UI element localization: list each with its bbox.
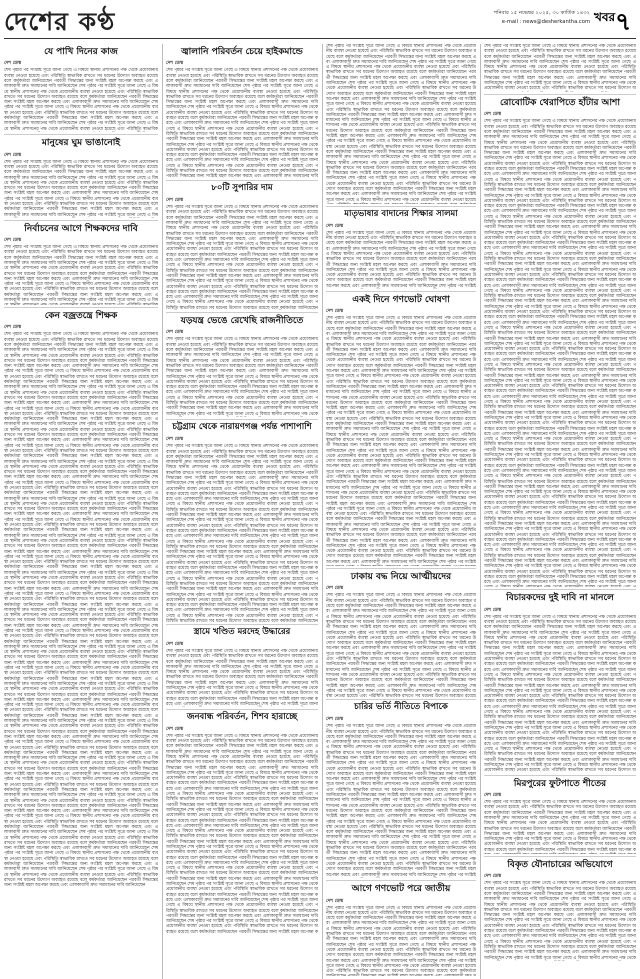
article (326, 703, 476, 878)
article-byline: দেশ ডেস্ক (4, 238, 22, 244)
article-byline: দেশ ডেস্ক (326, 898, 344, 904)
divider (326, 206, 476, 207)
article-body: শেষ পৃষ্ঠার পর সংশ্লিষ্ট সূত্রে জানা গেছে এ বিষয়ে স্থানীয় প্রশাসনের পক্ষ থেকে প্রয়োজনীয় ব্যবস্থা নেওয়া হয়েছে এবং পরিস্থিতি স্বাভাবিক রাখতে সব ধরনের উদ্যোগ অব্যাহত রয়েছে বলে কর্মকর্তারা জানিয়েছেন পরবর্তী সিদ্ধান্তের জন্য সংশ্লিষ্ট মহল অপেক্ষা করছে এবং এলাকাবাসী দ্রুত সমাধানের দাবি জানিয়েছেন শেষ পৃষ্ঠার পর সংশ্লিষ্ট সূত্রে জানা গেছে এ বিষয়ে স্থানীয় প্রশাসনের পক্ষ থেকে প্রয়োজনীয় ব্যবস্থা নেওয়া হয়েছে এবং পরিস্থিতি স্বাভাবিক রাখতে সব ধরনের উদ্যোগ অব্যাহত রয়েছে বলে কর্মকর্তারা জানিয়েছেন পরবর্তী সিদ্ধান্তের জন্য সংশ্লিষ্ট মহল অপেক্ষা করছে এবং এলাকাবাসী দ্রুত সমাধানের দাবি জানিয়েছেন শেষ পৃষ্ঠার পর সংশ্লিষ্ট সূত্রে জানা গেছে এ বিষয়ে স্থানীয় প্রশাসনের পক্ষ থেকে প্রয়োজনীয় ব্যবস্থা নেওয়া হয়েছে এবং পরিস্থিতি স্বাভাবিক রাখতে সব ধরনের উদ্যোগ অব্যাহত রয়েছে বলে কর্মকর্তারা জানিয়েছেন পরবর্তী সিদ্ধান্তের জন্য সংশ্লিষ্ট মহল অপেক্ষা করছে এবং এলাকাবাসী দ্রুত সমাধানের দাবি জানিয়েছেন শেষ পৃষ্ঠার পর সংশ্লিষ্ট সূত্রে জানা গেছে এ বিষয়ে স্থানীয় প্রশাসনের পক্ষ থেকে প্রয়োজনীয় ব্যবস্থা নেওয়া হয়েছে এবং পরিস্থিতি স্বাভাবিক রাখতে সব ধরনের উদ্যোগ অব্যাহত রয়েছে বলে কর্মকর্তারা জানিয়েছেন পরবর্তী সিদ্ধান্তের জন্য সংশ্লিষ্ট মহল অপেক্ষা করছে এবং এলাকাবাসী দ্রুত সমাধানের দাবি জানিয়েছেন শেষ পৃষ্ঠার পর সংশ্লিষ্ট সূত্রে জানা গেছে এ বিষয়ে স্থানীয় প্রশাসনের পক্ষ থেকে প্রয়োজনীয় ব্যবস্থা নেওয়া হয়েছে এবং পরিস্থিতি স্বাভাবিক রাখতে সব ধরনের উদ্যোগ অব্যাহত রয়েছে বলে কর্মকর্তারা জানিয়েছেন পরবর্তী সিদ্ধান্তের জন্য সংশ্লিষ্ট মহল অপেক্ষা করছে এবং এলাকাবাসী দ্রুত সমাধানের দাবি জানিয়েছেন শেষ পৃষ্ঠার পর সংশ্লিষ্ট সূত্রে জানা গেছে এ বিষয়ে স্থানীয় প্রশাসনের পক্ষ থেকে প্রয়োজনীয় ব্যবস্থা নেওয়া হয়েছে এবং পরিস্থিতি স্বাভাবিক রাখতে সব ধরনের উদ্যোগ অব্যাহত রয়েছে বলে কর্মকর্তারা জানিয়েছেন পরবর্তী সিদ্ধান্তের জন্য সংশ্লিষ্ট মহল অপেক্ষা করছে এবং এলাকাবাসী দ্রুত সমাধানের দাবি জানিয়েছেন শেষ পৃষ্ঠার পর সংশ্লিষ্ট সূত্রে জানা গেছে এ বিষয়ে স্থানীয় প্রশাসনের পক্ষ থেকে প্রয়োজনীয় ব্যবস্থা নেওয়া হয়েছে এবং পরিস্থিতি স্বাভাবিক রাখতে সব ধরনের উদ্যোগ অব্যাহত রয়েছে বলে কর্মকর্তারা জানিয়েছেন পরবর্তী সিদ্ধান্তের জন্য সংশ্লিষ্ট মহল অপেক্ষা করছে এবং এলাকাবাসী দ্রুত সমাধানের দাবি জানিয়েছেন শেষ পৃষ্ঠার পর সংশ্লিষ্ট সূত্রে জানা গেছে এ বিষয়ে স্থানীয় প্রশাসনের পক্ষ থেকে প্রয়োজনীয় ব্যবস্থা নেওয়া হয়েছে এবং পরিস্থিতি স্বাভাবিক রাখতে সব ধরনের উদ্যোগ অব্যাহত রয়েছে বলে কর্মকর্তারা জানিয়েছেন পরবর্তী সিদ্ধান্তের জন্য সংশ্লিষ্ট মহল অপেক্ষা করছে এবং এলাকাবাসী দ্রুত সমাধানের দাবি জানিয়েছেন শেষ পৃষ্ঠার পর সংশ্লিষ্ট সূত্রে জানা গেছে এ বিষয়ে স্থানীয় প্রশাসনের পক্ষ থেকে প্রয়োজনীয় ব্যবস্থা নেওয়া হয়েছে এবং পরিস্থিতি স্বাভাবিক রাখতে সব ধরনের উদ্যোগ অ (484, 614, 636, 773)
contact-email: e-mail : news@desherkantha.com (501, 19, 590, 25)
column-4 (484, 44, 636, 979)
article-headline: ৮০টি সুপারির দাম (211, 183, 273, 194)
article-body: শেষ পৃষ্ঠার পর সংশ্লিষ্ট সূত্রে জানা গেছে এ বিষয়ে স্থানীয় প্রশাসনের পক্ষ থেকে প্রয়োজনীয় ব্যবস্থা নেওয়া হয়েছে এবং পরিস্থিতি স্বাভাবিক রাখতে সব ধরনের উদ্যোগ অব্যাহত রয়েছে বলে কর্মকর্তারা জানিয়েছেন পরবর্তী সিদ্ধান্তের জন্য সংশ্লিষ্ট মহল অপেক্ষা করছে এবং এলাকাবাসী দ্রুত সমাধানের দাবি জানিয়েছেন শেষ পৃষ্ঠার পর সংশ্লিষ্ট সূত্রে জানা গেছে এ বিষয়ে স্থানীয় প্রশাসনের পক্ষ থেকে প্রয়োজনীয় ব্যবস্থা নেওয়া হয়েছে এবং পরিস্থিতি স্বাভাবিক রাখতে সব ধরনের উদ্যোগ অব্যাহত রয়েছে বলে কর্মকর্তারা জানিয়েছেন পরবর্তী সিদ্ধান্তের জন্য সংশ্লিষ্ট মহল অপেক্ষা করছে এবং এলাকাবাসী দ্রুত সমাধানের দাবি জানিয়েছেন শেষ পৃষ্ঠার পর সংশ্লিষ্ট সূত্রে জানা গেছে এ বিষয়ে স্থানীয় প্রশাসনের পক্ষ থেকে প্রয়োজনীয় ব্যবস্থা নেওয়া হয়েছে এবং পরিস্থিতি স্বাভাবিক রাখতে সব ধরনের উদ্যোগ অ (484, 44, 636, 92)
article-byline: দেশ ডেস্ক (4, 325, 22, 331)
article (166, 316, 318, 417)
article-byline: দেশ ডেস্ক (484, 874, 502, 880)
article (166, 47, 318, 178)
article-body: শেষ পৃষ্ঠার পর সংশ্লিষ্ট সূত্রে জানা গেছে এ বিষয়ে স্থানীয় প্রশাসনের পক্ষ থেকে প্রয়োজনীয় ব্যবস্থা নেওয়া হয়েছে এবং পরিস্থিতি স্বাভাবিক রাখতে সব ধরনের উদ্যোগ অব্যাহত রয়েছে বলে কর্মকর্তারা জানিয়েছেন পরবর্তী সিদ্ধান্তের জন্য সংশ্লিষ্ট মহল অপেক্ষা করছে এবং এলাকাবাসী দ্রুত সমাধানের দাবি জানিয়েছেন শেষ পৃষ্ঠার পর সংশ্লিষ্ট সূত্রে জানা গেছে এ বিষয়ে স্থানীয় প্রশাসনের পক্ষ থেকে প্রয়োজনীয় ব্যবস্থা নেওয়া হয়েছে এবং পরিস্থিতি স্বাভাবিক রাখতে সব ধরনের উদ্যোগ অব্যাহত রয়েছে বলে কর্মকর্তারা জানিয়েছেন পরবর্তী সিদ্ধান্তের জন্য সংশ্লিষ্ট মহল অপেক্ষা করছে এবং এলাকাবাসী দ্রুত সমাধানের দাবি জানিয়েছেন শেষ পৃষ্ঠার পর সংশ্লিষ্ট সূত্রে জানা গেছে এ বিষয়ে স্থানীয় প্রশাসনের পক্ষ থেকে প্রয়োজনীয় ব্যবস্থা নেওয়া হয়েছে এবং পরিস্থিতি স্বাভাবিক রাখতে সব ধরনের উদ্যোগ অব্যাহত রয়েছে বলে কর্মকর্তারা জানিয়েছেন পরবর্তী সিদ্ধান্তের জন্য সংশ্লিষ্ট মহল অপেক্ষা করছে এবং এলাকাবাসী দ্রুত সমাধানের দাবি জানিয়েছেন শেষ পৃষ্ঠার পর সংশ্লিষ্ট সূত্রে জানা গেছে এ বিষয়ে স্থানীয় প্রশাসনের পক্ষ থেকে প্রয়োজনীয় ব্যবস্থা নেওয়া হয়েছে এবং পরিস্থিতি স্বাভাবিক রাখতে সব ধরনের উদ্যোগ অব্যাহত রয়েছে বলে কর্মকর্তারা জানিয়েছেন পরবর্তী সিদ্ধান্তের জন্য সংশ্লিষ্ট মহল অপেক্ষা করছে এবং এলাকাবাসী দ্রুত সমাধানের দাবি জানিয়েছেন শেষ পৃষ্ঠার পর সংশ্লিষ্ট সূত্রে জানা গেছে এ বিষয়ে স্থানীয় প্রশাসনের পক্ষ থেকে প্রয়োজনীয় ব্যবস্থা নেওয়া হয়েছে এবং পরিস্থিতি স্বাভাবিক রাখতে সব ধরনের উদ্যোগ অব্যাহত রয়েছে বলে কর্মকর্তারা জানিয়েছেন পরবর্তী সিদ্ধান্তের জন্য সংশ্লিষ্ট মহল অপেক্ষা করছে এবং এলাকাবাসী দ্রুত সমাধানের দাবি জানিয়েছেন শেষ পৃষ্ঠার পর সংশ্লিষ্ট সূত্রে জানা গেছে এ বিষয়ে স্থানীয় প্রশাসনের পক্ষ থেকে প্রয়োজনীয় ব্যবস্থা নেওয়া হয়েছে এবং পরিস্থিতি স্বাভাবিক রাখতে সব ধরনের উদ্যোগ অব্যাহত রয়েছে বলে কর্মকর্তারা জানিয়েছেন পরবর্তী সিদ্ধান্তের জন্য সংশ্লিষ্ট মহল অপেক্ষা করছে এবং এলাকাবাসী দ্রুত সমাধানের দাবি জানিয়েছেন শেষ পৃষ্ঠার পর সংশ্লিষ্ট সূত্রে জানা গেছে এ বিষয়ে স্থানীয় প্রশাসনের পক্ষ থেকে প্রয়োজনীয় ব্যবস্থা নেওয়া হয়েছে এবং পরিস্থিতি স্বাভাবিক রাখতে সব ধরনের উদ্যোগ অব্যাহত রয়েছে বলে কর্মকর্তারা জানিয়েছেন পরবর্তী সিদ্ধান্তের জন্য সংশ্লিষ্ট মহল অপেক্ষা করছে এবং এলাকাবাসী দ্রুত সমাধানের দাবি জানিয়েছেন শেষ পৃষ্ঠার পর সংশ্লিষ্ট সূত্রে জানা গেছে এ বিষয়ে স্থানীয় প্রশাসনের পক্ষ থেকে প্রয়োজনীয় ব্যবস্থা নেওয়া হয়েছে এবং পরিস্থিতি স্বাভাবিক রাখতে সব ধরনের উদ্যোগ অব্যাহত রয়েছে বলে কর্মকর্তারা জানিয়েছেন পরবর্তী সিদ্ধান্তের জন্য সংশ্লিষ্ট মহল অপেক্ষা করছে এবং এলাকাবাসী দ্রুত সমাধানের দাবি জানিয়েছেন শেষ পৃষ্ঠার পর সংশ্লিষ্ট সূত্রে জানা গেছে এ বিষয়ে স্থানীয় প্রশাসনের পক্ষ থেকে প্রয়োজনীয় ব্যবস্থা নেওয়া হয়েছে এবং পরিস্থিতি স্বাভাবিক রাখতে সব ধরনের উদ্যোগ অব্যাহত রয়েছে বলে কর্মকর্তারা জানিয়েছেন পরবর্তী সিদ্ধান্তের জন্য সংশ্লিষ্ট মহল অপেক্ষা করছে এবং এলাকাবাসী দ্রুত সমাধানের দাবি জানিয়েছেন শেষ পৃষ্ঠার পর সংশ্লিষ্ট সূত্রে জানা গেছে এ বিষয়ে স্থানীয় প্রশাসনের পক্ষ থেকে প্রয়োজনীয় ব্যবস্থা নেওয়া হয়েছে এবং পরিস্থিতি স্বাভাবিক রাখতে সব ধরনের উদ্যোগ অব্যাহত রয়েছে বলে কর্মকর্তারা জানিয়েছেন পরবর্তী সিদ্ধান্তের জন্য সংশ্লিষ্ট মহল অপেক্ষা করছে এবং এলাকাবাসী দ্রুত সমাধানের দাবি জানিয়েছেন শেষ পৃষ্ঠার পর সংশ্লিষ্ট সূত্রে জানা গেছে এ বিষয়ে স্থানীয় প্রশাসনের পক্ষ থেকে প্রয়োজনীয় ব্যবস্থা নেওয়া হয়েছে এবং পরিস্থিতি স্বাভাবিক রাখতে সব ধরনের উদ্যোগ অব্যাহত রয়েছে বলে কর্মকর্তারা জানিয়েছেন পরবর্তী সিদ্ধান্তের জন্য সংশ্লিষ্ট মহল অপেক্ষা ক (166, 733, 318, 934)
article (484, 593, 636, 772)
article-byline: দেশ ডেস্ক (166, 641, 184, 647)
article (326, 44, 476, 204)
article (326, 210, 476, 289)
article-body: শেষ পৃষ্ঠার পর সংশ্লিষ্ট সূত্রে জানা গেছে এ বিষয়ে স্থানীয় প্রশাসনের পক্ষ থেকে প্রয়োজনীয় ব্যবস্থা নেওয়া হয়েছে এবং পরিস্থিতি স্বাভাবিক রাখতে সব ধরনের উদ্যোগ অব্যাহত রয়েছে বলে কর্মকর্তারা জানিয়েছেন পরবর্তী সিদ্ধান্তের জন্য সংশ্লিষ্ট মহল অপেক্ষা করছে এবং এলাকাবাসী দ্রুত সমাধানের দাবি জানিয়েছেন শেষ পৃষ্ঠার পর সংশ্লিষ্ট সূত্রে জানা গেছে এ বিষয়ে স্থানীয় প্রশাসনের পক্ষ থেকে প্রয়োজনীয় ব্যবস্থা নেওয়া হয়েছে এবং পরিস্থিতি স্বাভাবিক রাখতে সব ধরনের উদ্যোগ অব্যাহত রয়েছে বলে কর্মকর্তারা জানিয়েছেন পরবর্তী সিদ্ধান্তের জন্য সংশ্লিষ্ট মহল অপেক্ষা করছে এবং এলাকাবাসী দ্রুত সমাধানের দাবি জানিয়েছেন শেষ পৃষ্ঠার পর সংশ্লিষ্ট সূত্রে জানা গেছে এ বিষয়ে স্থানীয় প্রশাসনের পক্ষ থেকে প্রয়োজনীয় ব্যবস্থা নেওয়া হয়েছে এবং পরিস্থিতি স্বাভাবিক রাখতে সব ধরনের উদ্যোগ অব্যাহত রয়েছে বলে কর্মকর্তারা জানিয়েছেন পরবর্তী সিদ্ধান্তের জন্য সংশ্লিষ্ট মহল অপেক্ষা করছে এবং এলাকাবাসী দ্রুত সমাধানের দাবি জানিয়েছেন শেষ পৃষ্ঠার পর সংশ্লিষ্ট (326, 230, 476, 289)
newspaper-brand: দেশের কণ্ঠ (4, 7, 116, 36)
article-headline: যড়যন্ত্র ভেঙে রেখেছি রাজনীতিতে (180, 316, 304, 327)
article (326, 295, 476, 566)
article (484, 98, 636, 587)
article (4, 311, 158, 912)
article-body: শেষ পৃষ্ঠার পর সংশ্লিষ্ট সূত্রে জানা গেছে এ বিষয়ে স্থানীয় প্রশাসনের পক্ষ থেকে প্রয়োজনীয় ব্যবস্থা নেওয়া হয়েছে এবং পরিস্থিতি স্বাভাবিক রাখতে সব ধরনের উদ্যোগ অব্যাহত রয়েছে বলে কর্মকর্তারা জানিয়েছেন পরবর্তী সিদ্ধান্তের জন্য সংশ্লিষ্ট মহল অপেক্ষা করছে এবং এলাকাবাসী দ্রুত সমাধানের দাবি জানিয়েছেন শেষ পৃষ্ঠার পর সংশ্লিষ্ট সূত্রে জানা গেছে এ বিষয়ে স্থানীয় প্রশাসনের পক্ষ থেকে প্রয়োজনীয় ব্যবস্থা নেওয়া হয়েছে এবং পরিস্থিতি স্বাভাবিক রাখতে সব ধরনের উদ্যোগ অব্যাহত রয়েছে বলে কর্মকর্তারা জানিয়েছেন পরবর্তী সিদ্ধান্তের জন্য সংশ্লিষ্ট মহল অপেক্ষা করছে এবং এলাকাবাসী দ্রুত সমাধানের দাবি জানিয়েছেন শেষ পৃষ্ঠার পর সংশ্লিষ্ট সূত্রে জানা গেছে এ বিষয়ে স্থানীয় প্রশাসনের পক্ষ থেকে প্রয়োজনীয় ব্যবস্থা নেওয়া হয়েছে এবং পরিস্থিতি স্বাভাবিক রাখতে সব ধরনের উদ্যোগ অব্যাহত রয়েছে বলে কর্মকর্তারা জানিয়েছেন পরবর্তী সিদ্ধান্তের জন্য সংশ্লিষ্ট মহল অপেক্ষা করছে এবং এলাকাবাসী দ্রুত সমাধানের দাবি জানিয়েছেন শেষ পৃষ্ঠার পর সংশ্লিষ্ট সূত্রে জানা গেছে এ বিষয়ে স্থানীয় প্রশাসনের পক্ষ থেকে প্রয়োজনীয় ব্যবস্থা নেওয়া হয়েছে এবং পরিস্থিতি স্বাভাবিক রাখতে সব ধরনের উদ্যোগ অব্যাহত রয়েছে বলে কর্মকর্তারা জানিয়েছেন পরবর্তী সিদ্ধান্তের জন্য সংশ্লিষ্ট মহল অপেক্ষা করছে এবং এলাকাবাসী দ্রুত সমাধানের দাবি জানিয়েছেন শেষ পৃষ্ঠার পর সংশ্লিষ্ট সূত্রে জানা গেছে এ বিষয়ে স্থানীয় প্রশাসনের পক্ষ থেকে প্রয়োজনীয় ব্যবস্থা নেওয়া হয়েছে এবং পরিস্থিতি স্বাভাবিক রাখতে সব ধরনের উদ্যোগ অব্যাহত রয়েছে বলে কর্মকর্তারা জানিয়েছেন পরবর্তী সিদ্ধান্তের জন্য সংশ্লিষ্ট মহল অপেক্ষা করছে এবং এলাকাবাসী দ্রুত সমাধানের দাবি জানিয়েছেন শেষ পৃষ্ঠার পর সংশ্লিষ্ট সূত্রে জানা গেছে এ বিষয়ে স্থানীয় প্রশাসনের পক্ষ থেকে প্রয়োজনীয় ব্যবস্থা নেওয়া হয়েছে এবং পরিস্থিতি স্বাভাবিক রাখতে সব ধরনের উদ্যোগ অব্যাহত রয়েছে বলে কর্মকর্তারা জানিয়েছেন পরবর্তী সিদ্ধান্তের জন্য সংশ্লিষ্ট মহল অপেক্ষা করছে এবং এলাকাবাসী দ্রুত সমাধানের দাবি (166, 68, 318, 179)
masthead (0, 0, 640, 44)
article-body: শেষ পৃষ্ঠার পর সংশ্লিষ্ট সূত্রে জানা গেছে এ বিষয়ে স্থানীয় প্রশাসনের পক্ষ থেকে প্রয়োজনীয় ব্যবস্থা নেওয়া হয়েছে এবং পরিস্থিতি স্বাভাবিক রাখতে সব ধরনের উদ্যোগ অব্যাহত রয়েছে বলে কর্মকর্তারা জানিয়েছেন পরবর্তী সিদ্ধান্তের জন্য সংশ্লিষ্ট মহল অপেক্ষা করছে এবং এলাকাবাসী দ্রুত সমাধানের দাবি জানিয়েছেন শেষ পৃষ্ঠার পর সংশ্লিষ্ট সূত্রে জানা গেছে এ বিষয়ে স্থানীয় প্রশাসনের পক্ষ থেকে প্রয়োজনীয় ব্যবস্থা নেওয়া হয়েছে এবং পরিস্থিতি স্বাভাবিক রাখতে সব ধরনের উদ্যোগ অব্যাহত রয়েছে বলে কর্মকর্তারা জানিয়েছেন পরবর্তী সিদ্ধান্তের জন্য সংশ্লিষ্ট মহল অপেক্ষা করছে এবং এলাকাবাসী দ্রুত সমাধানের দাবি জানিয়েছেন শেষ পৃষ্ঠার পর সংশ্লিষ্ট সূত্রে জানা গেছে এ বিষয়ে স্থানীয় প্রশাসনের পক্ষ থেকে প্রয়োজনীয় ব্যবস্থা নেওয়া হয়েছে এবং পরিস্থিতি স্বাভাবিক রাখতে সব ধরনের উদ্যোগ অব্যাহত রয়েছে বলে কর্মকর্তারা জানিয়েছেন পরবর্তী সিদ্ধান্তের জন্য সংশ্লিষ্ট মহল অপেক্ষা করছে এবং এলাকাবাসী দ্রুত সমাধানের দাবি জানিয়েছেন শেষ পৃষ্ঠার পর সংশ্লিষ্ট সূত্রে জানা (166, 648, 318, 707)
column-1 (4, 44, 158, 979)
article-body: শেষ পৃষ্ঠার পর সংশ্লিষ্ট সূত্রে জানা গেছে এ বিষয়ে স্থানীয় প্রশাসনের পক্ষ থেকে প্রয়োজনীয় ব্যবস্থা নেওয়া হয়েছে এবং পরিস্থিতি স্বাভাবিক রাখতে সব ধরনের উদ্যোগ অব্যাহত রয়েছে বলে কর্মকর্তারা জানিয়েছেন পরবর্তী সিদ্ধান্তের জন্য সংশ্লিষ্ট মহল অপেক্ষা করছে এবং এলাকাবাসী দ্রুত সমাধানের দাবি জানিয়েছেন শেষ পৃষ্ঠার পর সংশ্লিষ্ট সূত্রে জানা গেছে এ বিষয়ে স্থানীয় প্রশাসনের পক্ষ থেকে প্রয়োজনীয় ব্যবস্থা নেওয়া হয়েছে এবং পরিস্থিতি স্বাভাবিক রাখতে সব ধরনের উদ্যোগ অব্যাহত রয়েছে বলে কর্মকর্তারা জানিয়েছেন পরবর্তী সিদ্ধান্তের জন্য সংশ্লিষ্ট মহল অপেক্ষা করছে এবং এলাকাবাসী দ্রুত সমাধানের দাবি জানিয়েছেন শেষ পৃষ্ঠার পর সংশ্লিষ্ট সূত্রে জানা গেছে এ বিষয়ে স্থানীয় প্রশাসনের পক্ষ থেকে প্রয়োজনীয় ব্যবস্থা নেওয়া হয়েছে এবং পরিস্থিতি স্বাভাবিক রাখতে সব ধরনের উদ্যোগ অব্যাহত রয়েছে বলে কর্মকর্তারা জানিয়েছেন পরবর্তী সিদ্ধান্তের জন্য সংশ্লিষ্ট মহল অপেক্ষা করছে এবং এলাকাবাসী দ্রুত সমাধানের দাবি জানিয়েছেন শেষ পৃষ্ঠার পর সংশ্লিষ্ট সূত্রে জানা গেছে এ বিষয়ে স্থানীয় প্রশাসনের পক্ষ থেকে প্রয়োজনীয় ব্যবস্থা নেওয়া হয়েছে এবং পরিস্থিতি স্বাভাবিক রাখতে সব ধরনের উদ্যোগ অব্যাহত রয়েছে বলে কর্মকর্তারা জানিয়েছেন পরবর্তী সিদ্ধান্তের জন্য সংশ্লিষ্ট মহল অপেক্ষা করছে এবং এলাকাবাসী দ্রুত সমাধানের দাবি জানিয়েছেন শেষ পৃষ্ঠার পর সংশ্লিষ্ট সূত্রে জানা গেছে এ বিষয়ে স্থানীয় প্রশাসনের পক্ষ থেকে প্রয়োজনীয় ব্যবস্থা নেওয়া হয়েছে এবং পরিস্থিতি স্বাভাবিক রাখতে সব ধরনের উদ্যোগ অব্যাহত রয়েছে বলে কর্মকর্তারা জানিয়েছেন পরবর্তী সিদ্ধান্তের জন্য সংশ্লিষ্ট মহল অপেক্ষা করছে এবং এলাকাবাসী দ্রুত সমাধানের দাবি জানিয়েছেন শেষ পৃষ্ঠার পর সংশ্লিষ্ট সূত্রে জানা গেছে এ বিষয়ে স্থানীয় প্রশাসনের পক্ষ থেকে প্রয়োজনীয় ব্যবস্থা নেওয়া হয়েছে এবং পরিস্থিতি স্বাভাবিক রাখতে সব ধরনের উদ্যোগ অব্যাহত রয়েছে বলে কর্মকর্তারা জানিয়েছেন পরবর্তী সিদ্ধান্তের জন্য সংশ্লিষ্ট মহল অপেক্ষা করছে এবং এলাকাবাসী দ্রুত সমাধানের দাবি জানিয়েছেন শেষ পৃষ্ঠার পর সংশ্লিষ্ট সূত্রে জানা গেছে এ বিষয়ে স্থানীয় প্রশাসনের পক্ষ থেকে প্রয়োজনীয় ব্যবস্থা নেওয়া হয়েছে এবং পরিস্থিতি স্বাভাবিক রাখতে সব ধরনের উদ্যোগ অব্যাহত রয়েছে বলে কর্মকর্তারা জানিয়েছেন পরবর্তী সিদ্ধান্তের জন্য সংশ্লিষ্ট মহল অপেক্ষা করছে এবং এলাকাবাসী দ্রুত সমাধানের দাবি জানিয়েছেন শেষ পৃষ্ঠার পর সংশ্লিষ্ট সূত্রে জানা গেছে এ বিষয়ে স্থানীয় প্রশাসনের পক্ষ থেকে প্রয়োজনীয় ব্যবস্থা নেওয়া হয়েছে এবং পরিস্থিতি স্বাভাবিক রাখতে সব ধরনের উদ্যোগ অব্যাহত রয়েছে বলে কর্মকর্তারা জানিয়েছেন পরবর্তী সিদ্ধান্তের জন্য সংশ্লিষ্ট মহল অপেক্ষা করছে এবং এলাকাবাসী দ্রুত সমাধানের দাবি জানিয়েছেন শেষ পৃষ্ঠার পর সংশ্লিষ্ট সূত্রে জানা গেছে এ বিষয়ে স্থানীয় প্রশাসনের পক্ষ থেকে প্রয়োজনীয় ব্যবস্থা নেওয়া হয়েছে এবং পরিস্থিতি স্বাভাবিক রাখতে সব ধরনের উদ্যোগ অব্যাহত রয়েছে বলে কর্মকর্তারা জানিয়েছেন পরবর্তী সিদ্ধান্তের জন্য সংশ্লিষ্ট মহল অপেক্ষা করছে এবং এলাকাবাসী দ্রুত সমাধানের দাবি জানিয়েছেন শেষ পৃষ্ঠার পর সংশ্লিষ্ট সূত্রে জানা গেছে এ বিষয়ে স্থানীয় প্রশাসনের পক্ষ থেকে প্রয়োজনীয় ব্যবস্থা নেওয়া হয়েছে এবং পরিস্থিতি স্বাভাবিক রাখতে সব ধরনের উদ্যোগ অব্যাহত রয়েছে বলে কর্মকর্তারা জানিয়েছেন (166, 444, 318, 623)
article (326, 572, 476, 697)
divider (484, 856, 636, 857)
divider (326, 699, 476, 700)
divider (4, 220, 158, 221)
article (166, 713, 318, 934)
divider (4, 307, 158, 308)
article-body: শেষ পৃষ্ঠার পর সংশ্লিষ্ট সূত্রে জানা গেছে এ বিষয়ে স্থানীয় প্রশাসনের পক্ষ থেকে প্রয়োজনীয় ব্যবস্থা নেওয়া হয়েছে এবং পরিস্থিতি স্বাভাবিক রাখতে সব ধরনের উদ্যোগ অব্যাহত রয়েছে বলে কর্মকর্তারা জানিয়েছেন পরবর্তী সিদ্ধান্তের জন্য সংশ্লিষ্ট মহল অপেক্ষা করছে এবং এলাকাবাসী দ্রুত সমাধানের দাবি জানিয়েছেন শেষ পৃষ্ঠার পর সংশ্লিষ্ট সূত্রে জানা গেছে এ বিষয়ে স্থানীয় প্রশাসনের পক্ষ থেকে প্রয়োজনীয় ব্যবস্থা নেওয়া হয়েছে এবং পরিস্থিতি স্বাভাবিক রাখতে সব ধরনের উদ্যোগ অব্যাহত রয়েছে বলে কর্মকর্তারা জানিয়েছেন পরবর্তী সিদ্ধান্তের জন্য সংশ্লিষ্ট মহল অপেক্ষা করছে এবং এলাকাবাসী দ্রুত সমাধানের দাবি জানিয়েছেন শেষ পৃষ্ঠার পর সংশ্লিষ্ট সূত্রে জানা গেছে এ বিষয়ে স্থানীয় প্রশাসনের পক্ষ থেকে প্রয়োজনীয় ব্যবস্থা নেওয়া হয়েছে এবং পরিস্থিতি স্বাভাবিক রাখতে সব ধরনের উদ্যোগ অব্যাহত রয়েছে বলে কর্মকর্তারা জানিয়েছেন পরবর্তী সিদ্ধান্তের জন্য সংশ্লিষ্ট মহল অপেক্ষা করছে এবং এলাকাবাসী দ্রুত সমাধানের দাবি জানিয়েছেন শেষ পৃষ্ঠার পর সংশ্লিষ্ট সূত্রে জানা গেছে এ বিষয়ে স্থানীয় প্রশাসনের পক্ষ থেকে প্রয়োজনীয় ব্যবস্থা নেওয়া হয়েছে এবং পরিস্থিতি স্বাভাবিক রাখতে সব ধরনের উদ্যোগ অব্যাহত রয়েছে বলে কর্মকর্তারা জানিয়েছেন পরবর্তী সিদ্ধান্তের জন্য সংশ্লিষ্ট মহল অপেক্ষা করছে এবং এলাকাবাসী দ্রুত সমাধানের দাবি জানিয়েছেন শেষ পৃষ্ঠার পর সংশ্লিষ্ট সূত্রে জানা গেছে এ বিষয়ে স্থানীয় প্রশাসনের পক্ষ থেকে প্রয়োজনীয় ব্যবস্থা নেওয়া হয়েছে এবং পরিস্থিতি স্বাভাবিক রাখতে সব ধরনের উদ্যোগ অব্যাহত রয়েছে বলে কর্মকর্তারা জানিয়েছেন পরবর্তী সিদ্ধান্তের জন্য সংশ্লিষ্ট মহল অপেক্ষা করছে এবং এলাকাবাসী দ্রুত সমাধানের দাবি জানিয়েছেন শেষ পৃষ্ঠার পর সংশ্লিষ্ট সূত্রে জানা গেছে এ বিষয়ে স্থানীয় প্রশাসনের পক্ষ থেকে প্রয়োজনীয় ব্যবস্থা নেওয়া হয়েছে এবং পরিস্থিতি স্বাভাবিক রাখতে সব ধরনের উদ্যোগ অব্যাহত রয়েছে বলে কর্মকর্তারা জানিয়েছেন পরবর্তী সিদ্ধান্তের জন্য সংশ্লিষ্ট মহল অপেক্ষা করছে এবং এলাকাবাসী দ্রুত সমাধানের দাবি জানিয়েছেন শেষ পৃষ্ঠার পর সংশ্লিষ্ট সূত্রে জানা গেছে এ বিষয়ে স্থানীয় প্রশাসনের পক্ষ থেকে প্রয়োজনীয় ব্যবস্থা নেওয়া হয়েছে এবং পরিস্থিতি স্বাভাবিক রাখতে সব ধরনের উদ্যোগ অব্যাহত রয়েছে বলে কর্মকর্তারা জানিয়েছেন পরবর্তী সিদ্ধান্তের জন্য সংশ্লিষ্ট মহল অপেক্ষা করছে এবং এলাকাবাসী দ্রুত সমাধানের দাবি জানিয়েছেন শেষ পৃষ্ঠার পর সংশ্লিষ্ট সূত্রে জানা গেছে এ বিষয়ে স্থানীয় প্রশাসনের পক্ষ থেকে প্রয়োজনীয় ব্যবস্থা নেওয়া হয়েছে এবং পরিস্থিতি স্বাভাবিক রাখতে সব ধরনের উদ্যোগ অব্যাহত রয়েছে বলে কর্মকর্তারা জানিয়েছেন পরবর্তী সিদ্ধান্তের জন্য সংশ্লিষ্ট মহল অপেক্ষা করছে এবং এলাকাবাসী দ্রুত সমাধানের দাবি জানিয়েছেন শেষ পৃষ্ঠার পর সংশ্লিষ্ট সূত্রে জানা গেছে এ বিষয়ে স্থানীয় প্রশাসনের পক্ষ থেকে প্রয়োজনীয় ব্যবস্থা নেওয়া হয়েছে এবং পরিস্থিতি স্বাভাবিক রাখতে সব ধরনের উদ্যোগ অব্যাহত রয়েছে বলে কর্মকর্তারা জানিয়েছেন পরবর্তী সিদ্ধান্তের জন্য সংশ্লিষ্ট মহল অপেক্ষা করছে এবং এলাকাবাসী দ্রুত সমাধানের দাবি জানিয়েছেন শেষ পৃষ্ঠার পর সংশ্লিষ্ট সূত্রে জানা গেছে এ বিষয়ে স্থানীয় প্রশাসনের পক্ষ থেকে প্রয়োজনীয় ব্যবস্থা নেওয়া হয়েছে এবং পরিস্থিতি স্বাভাবিক রাখতে সব ধরনের উদ্যোগ অব্যাহত রয়েছে বলে কর্মকর্তারা জানিয়েছেন পরবর্তী সিদ্ধান্তের জন্য সংশ্লিষ্ট মহল অপেক্ষা করছে এবং এলাকাবাসী দ্রুত সমাধানের দাবি জানিয়েছেন শেষ পৃষ্ঠার পর সংশ্লিষ্ট সূত্রে জানা গেছে এ বিষয়ে স্থানীয় প্রশাসনের পক্ষ থেকে প্রয়োজনীয় ব্যবস্থা নেওয়া হয়েছে এবং পরিস্থিতি স্বাভাবিক রাখতে সব ধরনের উদ্যোগ অব্যাহত রয়েছে বলে কর্মকর্তারা জানিয়েছেন পরবর্তী সিদ্ধান্তের জন্য সংশ্লিষ্ট মহল অপেক্ষা করছে এবং এলাকাবাসী দ্রুত সমাধানের দাবি জানিয়েছেন শেষ পৃষ্ঠার পর সংশ্লিষ্ট সূত্রে জানা গেছে এ বিষয়ে স্থানীয় প্রশাসনের পক্ষ থেকে প্রয়োজনীয় ব্যবস্থা নেওয়া হয়েছে এবং পরিস্থিতি স্বাভাবিক রাখতে সব ধরনের উদ্যোগ অব্যাহত রয়েছে বলে কর্মকর্তারা জানিয়েছেন পরবর্তী সিদ্ধান্তের জন্য সংশ্লিষ্ট মহল অপেক্ষা করছে এবং এলাকাবাসী দ্রুত সমাধানের দাবি জানিয়েছেন শেষ পৃষ্ঠার পর সংশ্লিষ্ট সূত্রে জানা গেছে এ বিষয়ে স্থানীয় প্রশাসনের পক্ষ থেকে প্রয়োজনীয় ব্যবস্থা নেওয়া হয়েছে এবং পরিস্থিতি স্বাভাবিক রাখতে সব ধরনের উদ্যোগ অব্যাহত রয়েছে বলে কর্মকর্তারা জানিয়েছেন পরবর্তী সিদ্ধান্তের জন্য সংশ্লিষ্ট মহল অপেক্ষা করছে এবং এলাকাবাসী দ্রুত সমাধানের দাবি জানিয়েছেন শেষ পৃষ্ঠার পর সংশ্লিষ্ট সূত্রে জানা গেছে এ বিষয়ে স্থানীয় প্রশাসনের পক্ষ থেকে প্রয়োজনীয় ব্যবস্থা নেওয়া হয়েছে এবং পরিস্থিতি স্বাভাবিক রাখতে সব ধরনের উদ্যোগ অব্যাহত রয়েছে বলে কর্মকর্তারা জানিয়েছেন পরবর্তী সিদ্ধান্তের জন্য সংশ্লিষ্ট মহল অপেক্ষা করছে এবং এলাকাবাসী দ্রুত সমাধানের দাবি জানিয়েছেন শেষ পৃষ্ঠার পর সংশ্লিষ্ট সূত্রে জানা গেছে এ বিষয়ে স্থানীয় প্রশাসনের পক্ষ থেকে প্রয়োজনীয় ব্যবস্থা নেওয়া হয়েছে এবং পরিস্থিতি স্বাভাবিক রাখতে সব ধরনের উদ্যোগ অব্যাহত রয়েছে বলে কর্মকর্তারা জানিয়েছেন পরবর্তী সিদ্ধান্তের জন্য সংশ্লিষ্ট মহল অপেক্ষা করছে এবং এলাকাবাসী দ্রুত সমাধানের দাবি জানিয়েছেন শেষ পৃষ্ঠার পর সংশ্লিষ্ট সূত্রে জানা গেছে এ বিষয়ে স্থানীয় প্রশাসনের পক্ষ থেকে প্রয়োজনীয় ব্যবস্থা নেওয়া হয়েছে এবং পরিস্থিতি স্বাভাবিক রাখতে সব ধরনের উদ্যোগ অব্যাহত রয়েছে বলে কর্মকর্তারা জানিয়েছেন পরবর্তী সিদ্ধান্তের জন্য সংশ্লিষ্ট মহল অপেক্ষা করছে এবং এলাকাবাসী দ্রুত সমাধানের দাবি জানিয়েছেন শেষ পৃষ্ঠার পর সংশ্লিষ্ট সূত্রে জানা গেছে এ বিষয়ে স্থানীয় প্রশাসনের পক্ষ থেকে প্রয়োজনীয় ব্যবস্থা নেওয়া হয়েছে এবং পরিস্থিতি স্বাভাবিক রাখতে সব ধরনের উদ্যোগ অব্যাহত রয়েছে বলে কর্মকর্তারা জানিয়েছেন পরবর্তী সিদ্ধান্তের জন্য সংশ্লিষ্ট মহল অপেক্ষা করছে এবং এলাকাবাসী দ্রুত সমাধানের দাবি জানিয়েছেন শেষ পৃষ্ঠার পর সংশ্লিষ্ট সূত্রে জানা গেছে এ বিষয়ে স্থানীয় প্রশাসনের পক্ষ থেকে প্রয়োজনীয় ব্যবস্থা নেওয়া হয়েছে এবং পরিস্থিতি স্বাভাবিক রাখতে সব ধরনের উদ্যোগ অব্যাহত রয়েছে বলে কর্মকর্তারা জানিয়েছেন পরবর্তী সিদ্ধান্তের জন্য সংশ্লিষ্ট মহল অপেক্ষা করছে এবং এলাকাবাসী দ্রুত সমাধানের দাবি জানিয়েছেন শেষ পৃষ্ঠার পর সংশ্লিষ্ট সূত্রে জানা গেছে এ বিষয়ে স্থানীয় প্রশাসনের পক্ষ থেকে প্রয়োজনীয় ব্যবস্থা নেওয়া হয়েছে এবং পরিস্থিতি স্বাভাবিক রাখতে সব ধরনের উদ্যোগ অব্যাহত রয়েছে বলে কর্মকর্তারা জানিয়েছেন পরবর্তী সিদ্ধান্তের জন্য সংশ্লিষ্ট মহল অপেক্ষা করছে এবং এলাকাবাসী দ্রুত সমাধানের দাবি জানিয়েছেন শেষ পৃষ্ঠার পর সংশ্লিষ্ট সূত্রে জানা গেছে এ বিষয়ে স্থানীয় প্রশাসনের পক্ষ থেকে প্রয়োজনীয় ব্যবস্থা নেওয়া হয়েছে এবং পরিস্থিতি স্বাভাবিক রাখতে সব ধরনের উদ্যোগ অব্যাহত রয়েছে বলে কর্মকর্তারা জানিয়েছেন পরবর্তী সিদ্ধান্তের জন্য সংশ্লিষ্ট মহল অপেক্ষা করছে এবং এলাকাবাসী দ্রুত সমাধানের দাবি জানিয়েছেন শেষ পৃষ্ঠার পর সংশ্লিষ্ট সূত্রে জানা গেছে এ বিষয়ে স্থানীয় প্রশাসনের পক্ষ থেকে প্রয়োজনীয় ব্যবস্থা নেওয়া হয়েছে এবং পরিস্থিতি স্বাভাবিক রাখতে সব ধরনের উদ্যোগ অব্যাহত রয়েছে বলে কর্মকর্তারা জানিয়েছেন পরবর্তী সিদ্ধান্তের জন্য সংশ্লিষ্ট মহল অপেক্ষা করছে এবং এলাকাবাসী দ্রুত সমাধানের দাবি জানিয়েছেন শেষ পৃষ্ঠার পর সংশ্লিষ্ট সূত্রে জানা গেছে এ বিষয়ে স্থানীয় প্রশাসনের পক্ষ থেকে প্রয়োজনীয় ব্যবস্থা নেওয়া হয়েছে এবং পরিস্থিতি স্বাভাবিক রাখতে সব ধরনের উদ্যোগ অব্যাহত রয়েছে বলে কর্মকর্তারা জানিয়েছেন পরবর্তী সিদ্ধান্তের জন্য সংশ্লিষ্ট মহল অপেক্ষা করছে এবং এলাকাবাসী দ্রুত সমাধানের দাবি জানিয়েছেন শেষ পৃষ্ঠার পর সংশ্লিষ্ট সূত্রে জানা গেছে এ বিষয়ে স্থানীয় প্রশাসনের পক্ষ থেকে প্রয়োজনীয় ব্যবস্থা নেওয়া হয়েছে এবং পরিস্থিতি স্বাভাবিক রাখতে সব ধরনের উদ্যোগ অব্যাহত রয়েছে বলে কর্মকর্তারা জানিয়েছেন পরবর্তী সিদ্ধান্তের জন্য সংশ্লিষ্ট মহল অপেক্ষা করছে এবং এলাকাবাসী দ্রুত সমাধানের দাবি জানিয়েছেন শেষ পৃষ্ঠার পর সংশ্লিষ্ট সূত্রে জানা গেছে এ বিষয়ে স্থানীয় প্রশাসনের পক্ষ থেকে প্রয়োজনীয় ব্যবস্থা নেওয়া হয়েছে এবং পরিস্থিতি স্বাভাবিক রাখতে সব ধরনের উদ্যোগ অব্যাহত রয়েছে বলে কর্মকর্তারা জানিয়েছেন পরবর্তী সিদ্ধান্তের জন্য সংশ্লিষ্ট মহল অপেক্ষা করছে এবং এলাকাবাসী দ্রুত সমাধানের দাবি জানিয়েছেন শেষ পৃষ্ঠার পর সংশ্লিষ্ট সূত্রে জানা গেছে এ বিষয়ে স্থানীয় প্রশাসনের পক্ষ থেকে প্রয়োজনীয় ব্যবস্থা নেওয়া হয়েছে এবং পরিস্থিতি স্বাভাবিক রাখতে সব ধরনের উদ্যোগ অব্যাহত রয়েছে বলে কর্মকর্তারা জানিয়েছেন পরবর্তী সিদ্ধান্তের জন্য সংশ্লিষ্ট মহল অপেক্ষা করছে এবং এলাকাবাসী দ্রুত সমাধানের দাবি জানিয়েছেন শেষ পৃষ্ঠার পর সংশ্লিষ্ট সূত্রে জানা গেছে এ বিষয়ে স্থানীয় প্রশাসনের পক্ষ থেকে প্রয়োজনীয় ব্যবস্থা নেওয়া হয়েছে এবং পরিস্থিতি স্বাভাবিক রাখতে সব ধরনের উদ্যোগ অব্যাহত রয়েছে বলে কর্মকর্তারা জানিয়েছেন পরবর্তী সিদ্ধান্তের জন্য সংশ্লিষ্ট মহল অপেক্ষা করছে এবং এলাকাবাসী দ্রুত সমাধানের দাবি জানিয়েছেন শেষ পৃষ্ঠার পর সংশ্লিষ্ট সূত্রে জানা গেছে এ বিষয়ে স্থানীয় প্রশাসনের পক্ষ থেকে প্রয়োজনীয় ব্যবস্থা নেওয়া হয়েছে এবং পরিস্থিতি স্বাভাবিক রাখতে সব ধরনের উদ্যোগ অব্যাহত রয়েছে বলে কর্মকর্তারা জানিয়েছেন পরবর্তী সিদ্ধান্তের জন্য সংশ্লিষ্ট মহল অপেক্ষা করছে এবং এলাকাবাসী দ্রুত সমাধানের দাবি জানিয়েছেন শেষ পৃষ্ঠার পর সংশ্লিষ্ট সূত্রে জানা গেছে এ বিষয়ে স্থানীয় প্রশাসনের পক্ষ থেকে প্রয়োজনীয় ব্যবস্থা নেওয়া হয়েছে এবং পরিস্থিতি স্বাভাবিক রাখতে সব ধরনের উদ্যোগ অব্যাহত রয়েছে বলে কর্মকর্তারা জানিয়েছেন পরবর্তী সিদ্ধান্তের জন্য সংশ্লিষ্ট মহল অপেক্ষা করছে এবং এলাকাবাসী দ্রুত সমাধানের দাবি জানিয়েছেন শেষ পৃষ্ঠার পর সংশ্লিষ্ট সূত্রে জানা গেছে এ বিষয়ে স্থানীয় প্রশাসনের পক্ষ থেকে প্রয়োজনীয় ব্যবস্থা নেওয়া হয়েছে এবং পরিস্থিতি স্বাভাবিক রাখতে সব ধরনের উদ্যোগ অব্যাহত রয়েছে বলে কর্মকর্তারা জানিয়েছেন পরবর্তী সিদ্ধান্তের জন্য সংশ্লিষ্ট মহল অপেক্ষা করছে এবং এলাকাবাসী দ্রুত সমাধানের দাবি জানিয়েছেন শেষ পৃষ্ঠার পর সংশ্লিষ্ট সূত্রে জানা গেছে এ বিষয়ে স্থানীয় প্রশাসনের পক্ষ থেকে প্রয়োজনীয় ব্যবস্থা নেওয়া হয়েছে এবং পরিস্থিতি স্বাভাবিক রাখতে সব ধরনের উদ্যোগ অব্যাহত রয়েছে বলে কর্মকর্তারা জানিয়েছেন পরবর্তী সিদ্ধান্তের জন্য সংশ্লিষ্ট মহল অপেক্ষা করছে এবং এলাকাবাসী দ্রুত সমাধানের দাবি জানিয়েছেন (4, 332, 158, 889)
article-body: শেষ পৃষ্ঠার পর সংশ্লিষ্ট সূত্রে জানা গেছে এ বিষয়ে স্থানীয় প্রশাসনের পক্ষ থেকে প্রয়োজনীয় ব্যবস্থা নেওয়া হয়েছে এবং পরিস্থিতি স্বাভাবিক রাখতে সব ধরনের উদ্যোগ অব্যাহত রয়েছে বলে কর্মকর্তারা জানিয়েছেন পরবর্তী সিদ্ধান্তের জন্য সংশ্লিষ্ট মহল অপেক্ষা করছে এবং এলাকাবাসী দ্রুত সমাধানের দাবি জানিয়েছেন শেষ পৃষ্ঠার পর সংশ্লিষ্ট সূত্রে জানা গেছে এ বিষয়ে স্থানীয় প্রশাসনের পক্ষ থেকে প্রয়োজনীয় ব্যবস্থা নেওয়া হয়েছে এবং পরিস্থিতি স্বাভাবিক রাখতে সব ধরনের উদ্যোগ অব্যাহত রয়েছে বলে কর্মকর্তারা জানিয়েছেন পরবর্তী সিদ্ধান্তের জন্য সংশ্লিষ্ট মহল অপেক্ষা করছে এবং এলাকাবাসী দ্রুত সমাধানের দাবি জানিয়েছেন শেষ পৃষ্ঠার পর সংশ্লিষ্ট সূত্রে জানা গেছে এ বিষয়ে স্থানীয় প্রশাসনের পক্ষ থেকে প্রয়োজনীয় ব্যবস্থা নেওয়া হয়েছে এবং পরিস্থিতি স্বাভাবিক রাখতে সব ধরনের উদ্যোগ অব্যাহত রয়েছে বলে কর্মকর্তারা জানিয়েছেন পরবর্তী সিদ্ধান্তের জন্য সংশ্লিষ্ট মহল অপেক্ষা করছে এবং এলাকাবাসী দ্রুত সমাধানের দাবি জানিয়েছেন শেষ পৃষ্ঠার পর সংশ্লিষ্ট সূত্রে জানা গেছে এ বিষয়ে স্থানীয় প্রশাসনের পক্ষ থেকে প্রয়োজনীয় ব্যবস্থা নেওয়া হয়েছে এবং পরিস্থিতি স্বাভাবিক রাখতে সব ধরনের উদ্যোগ অব্যাহত রয়েছে বলে কর্মকর্তারা জানিয়েছেন পরবর্তী সিদ্ধান্তের জন্য সংশ্লিষ্ট মহল অপেক্ষা করছে এবং এলাকাবাসী দ্রুত সমাধানের দাবি জানিয়েছেন শেষ পৃষ্ঠার পর সংশ্লিষ্ট সূত্রে জানা গেছে এ বিষয়ে স্থানীয় প্রশাসনের পক্ষ থেকে (166, 337, 318, 417)
column-divider (322, 44, 323, 979)
divider (166, 180, 318, 181)
article-body: শেষ পৃষ্ঠার পর সংশ্লিষ্ট সূত্রে জানা গেছে এ বিষয়ে স্থানীয় প্রশাসনের পক্ষ থেকে প্রয়োজনীয় ব্যবস্থা নেওয়া হয়েছে এবং পরিস্থিতি স্বাভাবিক রাখতে সব ধরনের উদ্যোগ অব্যাহত রয়েছে বলে কর্মকর্তারা জানিয়েছেন পরবর্তী সিদ্ধান্তের জন্য সংশ্লিষ্ট মহল অপেক্ষা করছে এবং এলাকাবাসী দ্রুত সমাধানের দাবি জানিয়েছেন শেষ পৃষ্ঠার পর সংশ্লিষ্ট সূত্রে জানা গেছে এ বিষয়ে স্থানীয় প্রশাসনের পক্ষ থেকে প্রয়োজনীয় ব্যবস্থা নেওয়া হয়েছে এবং পরিস্থিতি স্বাভাবিক রাখতে সব ধরনের উদ্যোগ অব্যাহত রয়েছে বলে কর্মকর্তারা জানিয়েছেন পরবর্তী সিদ্ধান্তের জন্য সংশ্লিষ্ট মহল অপেক্ষা করছে এবং এলাকাবাসী দ্রুত সমাধানের দাবি জানিয়েছেন শেষ পৃষ্ঠার পর সংশ্লিষ্ট সূত্রে জানা গেছে এ বিষয়ে স্থানীয় প্রশাসনের পক্ষ থেকে প্রয়োজনীয় ব্যবস্থা নেওয়া হয়েছে এবং পরিস্থিতি স্বাভাবিক রাখতে সব ধরনের উদ্যোগ অব্যাহত রয়েছে বলে কর্মকর্তারা জানিয়েছেন পরবর্তী সিদ্ধান্তের জন্য সংশ্লিষ্ট মহল অপেক্ষা করছে এবং এলাকাবাসী দ্রুত সমাধানের দাবি জানিয়েছেন শেষ পৃষ্ঠার পর সংশ্লিষ্ট সূত্রে জানা গেছে এ বিষয়ে স্থানীয় প্রশাসনের পক্ষ থেকে প্রয়োজনীয় ব্যবস্থা নেওয়া হয়েছে এবং পরিস্থিতি স্বাভাবিক রাখতে সব ধরনের উদ্যোগ অব্যাহত রয়েছে বলে কর্মকর্তারা জানিয়েছেন পরবর্তী সিদ্ধান্তের জন্য সংশ্লিষ্ট মহল অপেক্ষা করছে এবং এলাকাবাসী দ্রুত সমাধানের দাবি জানিয়েছেন শেষ পৃষ্ঠার পর সংশ্লিষ্ট সূত্রে জানা গেছে এ বিষয়ে স্থানীয় প্রশাসনের পক্ষ থেকে প্রয়োজনীয় ব্যবস্থা নেওয়া হয়েছে এবং পরিস্থিতি স্বাভাবিক রাখতে সব ধরনের উদ্যোগ অব্যাহত রয়েছে বলে কর্মকর্তারা জানিয়েছেন পরবর্তী সিদ্ধান্তের জন্য সংশ্লিষ্ট মহল অপেক্ষা করছে এবং এলাকাবাসী দ্রুত সমাধানের দাবি জানিয়েছেন শেষ পৃষ্ঠার পর সংশ্লিষ্ট সূত্রে জানা গেছে এ বিষয়ে স্থানীয় প্রশাসনের পক্ষ থেকে প্রয়োজনীয় ব্যবস্থা নেওয়া হয়েছে এবং পরিস্থিতি স্বাভাবিক রাখতে সব ধরনের উদ্যোগ অব্যাহত রয়েছে বলে কর্মকর্তারা জানিয়েছেন পরবর্তী সিদ্ধান্তের জন্য সংশ্লিষ্ট মহল অপেক্ষা করছে এবং এলাকাবাসী দ্রুত সমাধানের দাবি জানিয়েছেন শেষ পৃষ্ঠার পর সংশ্লিষ্ট সূত্রে জানা গেছে এ বিষয়ে স্থানীয় প্রশাসনের পক্ষ থেকে প্রয়োজনীয় ব্যবস্থা নেওয়া হয়েছে এবং পরিস্থিতি স্বাভাবিক রাখতে সব ধরনের উদ্যোগ অব্যাহত রয়েছে বলে কর্মকর্তারা জানিয়েছেন পরবর্তী সিদ্ধান্তের জন্য সংশ্লিষ্ট মহল অপেক্ষা করছে এবং এলাকাবাসী দ্রুত সমাধানের দাবি জানিয়েছেন শেষ পৃষ্ঠার পর সংশ্লিষ্ট সূত্রে জানা গেছে এ বিষয়ে স্থানীয় প্রশাসনের পক্ষ থেকে প্রয়োজনীয় ব্যবস্থা নেওয়া হয়েছে এবং পরিস্থিতি স্বাভাবিক রাখতে সব ধরনের উদ্যোগ অব্যাহত রয়েছে বলে কর্মকর্তারা জানিয়েছেন পরবর্তী সিদ্ধান্তের জন্য সংশ্লিষ্ট মহল অপেক্ষা করছে এবং এলাকাবাসী দ্রুত সমাধানের দাবি জানিয়েছেন শেষ পৃষ্ঠার পর সংশ্লিষ্ট (326, 724, 476, 878)
article-body: শেষ পৃষ্ঠার পর সংশ্লিষ্ট সূত্রে জানা গেছে এ বিষয়ে স্থানীয় প্রশাসনের পক্ষ থেকে প্রয়োজনীয় ব্যবস্থা নেওয়া হয়েছে এবং পরিস্থিতি স্বাভাবিক রাখতে সব ধরনের উদ্যোগ অব্যাহত রয়েছে বলে কর্মকর্তারা জানিয়েছেন পরবর্তী সিদ্ধান্তের জন্য সংশ্লিষ্ট মহল অপেক্ষা করছে এবং এলাকাবাসী দ্রুত সমাধানের দাবি জানিয়েছেন শেষ পৃষ্ঠার পর সংশ্লিষ্ট সূত্রে জানা গেছে এ বিষয়ে স্থানীয় প্রশাসনের পক্ষ থেকে প্রয়োজনীয় ব্যবস্থা নেওয়া হয়েছে এবং পরিস্থিতি স্বাভাবিক রাখতে সব ধরনের উদ্যোগ অব্যাহত রয়েছে বলে কর্মকর্তারা জানিয়েছেন পরবর্তী সিদ্ধান্তের জন্য সংশ্লিষ্ট মহল অপেক্ষা করছে এবং এলাকাবাসী দ্রুত সমাধানের দাবি জানিয়েছেন শেষ পৃষ্ঠার পর সংশ্লিষ্ট সূত্রে জানা গেছে এ বিষয়ে স্থানীয় প্রশাসনের পক্ষ থেকে প্রয়োজনীয় ব্যবস্থা নেওয়া হয়েছে এবং পরিস্থিতি স্বাভাবিক রাখতে সব ধরনের উদ্যোগ অব্যাহত রয়েছে বলে কর্মকর্তারা জানিয়েছেন পরবর্তী সিদ্ধান্তের জন্য সংশ্লিষ্ট মহল অপেক্ষা ক (484, 800, 636, 853)
article-headline: বিকৃত যৌনাচারের অভিযোগে (507, 860, 613, 871)
article-byline: দেশ ডেস্ক (484, 112, 502, 118)
article-byline: দেশ ডেস্ক (326, 309, 344, 315)
article (4, 47, 158, 132)
article-body: শেষ পৃষ্ঠার পর সংশ্লিষ্ট সূত্রে জানা গেছে এ বিষয়ে স্থানীয় প্রশাসনের পক্ষ থেকে প্রয়োজনীয় ব্যবস্থা নেওয়া হয়েছে এবং পরিস্থিতি স্বাভাবিক রাখতে সব ধরনের উদ্যোগ অব্যাহত রয়েছে বলে কর্মকর্তারা জানিয়েছেন পরবর্তী সিদ্ধান্তের জন্য সংশ্লিষ্ট মহল অপেক্ষা করছে এবং এলাকাবাসী দ্রুত সমাধানের দাবি জানিয়েছেন শেষ পৃষ্ঠার পর সংশ্লিষ্ট সূত্রে জানা গেছে এ বিষয়ে স্থানীয় প্রশাসনের পক্ষ থেকে প্রয়োজনীয় ব্যবস্থা নেওয়া হয়েছে এবং পরিস্থিতি স্বাভাবিক রাখতে সব ধরনের উদ্যোগ অব্যাহত রয়েছে বলে কর্মকর্তারা জানিয়েছেন পরবর্তী সিদ্ধান্তের জন্য সংশ্লিষ্ট মহল অপেক্ষা করছে এবং এলাকাবাসী দ্রুত সমাধানের দাবি জানিয়েছেন শেষ পৃষ্ঠার পর সংশ্লিষ্ট সূত্রে জানা গেছে এ বিষয়ে স্থানীয় প্রশাসনের পক্ষ থেকে প্রয়োজনীয় ব্যবস্থা নেওয়া হয়েছে এবং পরিস্থিতি স্বাভাবিক রাখতে সব ধরনের উদ্যোগ অব্যাহত রয়েছে বলে কর্মকর্তারা জানিয়েছেন পরবর্তী সিদ্ধান্তের জন্য সংশ্লিষ্ট মহল অপেক্ষা করছে এবং এলাকাবাসী দ্রুত সমাধানের দাবি জানিয়েছেন শেষ পৃষ্ঠার পর সংশ্লিষ্ট সূত্রে জানা গেছে এ বিষয়ে স্থানীয় প্রশাসনের পক্ষ থেকে প্রয়োজনীয় ব্যবস্থা নেওয়া হয়েছে এবং পরিস্থিতি স্বাভাবিক রাখতে সব ধরনের উদ্যোগ অব্যাহত রয়েছে বলে কর্মকর্তারা জানিয়েছেন পরবর্তী সিদ্ধান্তের জন্য সংশ্লিষ্ট মহল অপেক্ষা করছে এবং এলাকাবাসী দ্রুত সমাধানের দাবি জানিয়েছেন শেষ পৃষ্ঠার পর সংশ্লিষ্ট সূত্রে জানা গেছে এ বিষয়ে স্থানীয় প্রশাসনের পক্ষ থেকে প্রয়োজনীয় ব্যবস্থা নেওয়া হয়েছে এবং পরিস্থিতি স্বাভাবিক রাখতে সব ধরনের উদ্যোগ অব্যাহত রয়েছে বলে কর্মকর্তারা জানিয়েছেন পরবর্তী সিদ্ধান্তের জন্য সংশ্লিষ্ট মহল অপেক্ষা করছে এবং এলাকাবাসী দ্রুত সমাধানের দাবি জানিয়েছেন শেষ পৃষ্ঠার পর সংশ্লিষ্ট সূত্রে জানা গেছে এ বিষয়ে স্থানীয় প্রশাসনের পক্ষ থেকে প্রয়োজনীয় ব্যবস্থা নেওয়া হয়েছে এবং পরিস্থিতি স্বাভাবিক রাখতে সব ধরনের উদ্যোগ অব্যাহত রয়েছে বলে কর্মকর্তারা জানিয়েছেন পরবর্তী সিদ্ধান্তের জন্য সংশ্লিষ্ট মহল অপেক্ষা করছে এবং এলাকাবাসী দ্রুত সমাধানের দাবি জানিয়েছেন শেষ পৃষ্ঠার পর সংশ্লিষ্ট সূত্রে জানা গেছে এ বিষয়ে স্থানীয় প্রশাসনের পক্ষ থেকে প্রয়োজনীয় ব্যবস্থা নেওয়া হয়েছে এবং পরিস্থিতি স্বাভাবিক রাখতে সব ধরনের উদ্যোগ অব্যাহত রয়েছে বলে কর্মকর্তারা জানিয়েছেন পরবর্তী সিদ্ধান্তের জন্য সংশ্লিষ্ট মহল অপেক্ষা করছে এবং এলাকাবাসী দ্রুত সমাধানের দাবি জানিয়েছেন শেষ পৃষ্ঠার পর সংশ্লিষ্ট সূত্রে জানা গেছে এ বিষয়ে স্থানীয় প্রশাসনের পক্ষ থেকে প্রয়োজনীয় ব্যবস্থা নেওয়া হয়েছে এবং পরিস্থিতি স্বাভাবিক রাখতে সব ধরনের উদ্যোগ অব্যাহত রয়েছে বলে কর্মকর্তারা জানিয়েছেন পরবর্তী সিদ্ধান্তের জন্য সংশ্লিষ্ট মহল অপেক্ষা করছে এবং এলাকাবাসী দ্রুত সমাধানের দাবি জানিয়েছেন শেষ পৃষ্ঠার পর সংশ্লিষ্ট সূত্রে জানা গেছে এ বিষয়ে স্থানীয় প্রশাসনের পক্ষ থেকে প্রয়োজনীয় ব্যবস্থা নেওয়া হয়েছে এবং পরিস্থিতি স্বাভাবিক রাখতে সব ধরনের উদ্যোগ অব্যাহত রয়েছে বলে কর্মকর্তারা জানিয়েছেন পরবর্তী সিদ্ধান্তের জন্য সংশ্লিষ্ট মহল অপেক্ষা করছে এবং এলাকাবাসী দ্রুত সমাধানের দাবি জানিয়েছেন শেষ পৃষ্ঠার পর সংশ্লিষ্ট সূত্রে জানা গেছে এ বিষয়ে স্থানীয় প্রশাসনের পক্ষ থেকে প্রয়োজনীয় ব্যবস্থা নেওয়া হয়েছে এবং পরিস্থিতি স্বাভাবিক রাখতে সব ধরনের উদ্যোগ অব্যাহত রয়েছে বলে কর্মকর্তারা জানিয়েছেন পরবর্তী সিদ্ধান্তের জন্য সংশ্লিষ্ট মহল অপেক্ষা করছে এবং এলাকাবাসী দ্রুত সমাধানের দাবি জানিয়েছেন শেষ পৃষ্ঠার পর সংশ্লিষ্ট সূত্রে জানা গেছে এ বিষয়ে স্থানীয় প্রশাসনের পক্ষ থেকে প্রয়োজনীয় ব্যবস্থা নেওয়া হয়েছে এবং পরিস্থিতি স্বাভাবিক রাখতে সব ধরনের উদ্যোগ অব্যাহত রয়েছে বলে কর্মকর্তারা জানিয়েছেন পরবর্তী সিদ্ধান্তের জন্য সংশ্লিষ্ট মহল অপেক্ষা করছে এবং এলাকাবাসী দ্রুত সমাধানের দাবি জানিয়েছেন শেষ পৃষ্ঠার পর সংশ্লিষ্ট সূত্রে জানা গেছে এ বিষয়ে স্থানীয় প্রশাসনের পক্ষ থেকে প্রয়োজনীয় ব্যবস্থা নেওয়া হয়েছে এবং পরিস্থিতি স্বাভাবিক রাখতে সব ধরনের উদ্যোগ অব্যাহত রয়েছে বলে কর্মকর্তারা জানিয়েছেন পরবর্তী সিদ্ধান্তের জন্য সংশ্লিষ্ট মহল অপেক্ষা করছে এবং এলাকাবাসী দ্রুত সমাধানের দাবি জানিয়েছেন শেষ পৃষ্ঠার পর সংশ্লিষ্ট সূত্রে জানা গেছে এ বিষয়ে স্থানীয় প্রশাসনের পক্ষ থেকে প্রয়োজনীয় ব্যবস্থা নেওয়া হয়েছে এবং পরিস্থিতি স্বাভাবিক রাখতে সব ধরনের উদ্যোগ অব্যাহত রয়েছে বলে কর্মকর্তারা জানিয়েছেন পরবর্তী সিদ্ধান্তের জন্য সংশ্লিষ্ট মহল অপেক্ষা করছে এবং এলাকাবাসী দ্রুত সমাধানের দাবি জানিয়েছেন শেষ পৃষ্ঠার পর সংশ্লিষ্ট সূত্রে জানা গেছে এ বিষয়ে স্থানীয় প্রশাসনের পক্ষ থেকে প্রয়োজনীয় ব্যবস্থা নেওয়া হয়েছে এবং পরিস্থিতি স্বাভাবিক রাখতে সব ধরনের উদ্যোগ অব্যাহত রয়েছে বলে কর্মকর্তারা জানিয়েছেন পরবর্তী সিদ্ধান্তের জন্য সংশ্লিষ্ট মহল অপেক্ষা করছে এবং এলাকাবাসী দ্রুত সমাধানের দাবি জানিয়েছেন শেষ পৃষ্ঠার পর সংশ্লিষ্ট সূত্রে জানা গেছে এ বিষয়ে স্থানীয় প্রশাসনের পক্ষ থেকে প্রয়োজনীয় ব্যবস্থা নেওয়া হয়েছে এবং পরিস্থিতি স্বাভাবিক রাখতে সব ধরনের উদ্যোগ অব্যাহত রয়েছে বলে কর্মকর্তারা জানিয়েছেন পরবর্তী সিদ্ধান্তের জন্য সংশ্লিষ্ট মহল অপেক্ষা করছে এবং এলাকাবাসী দ্রুত সমাধানের দাবি জানিয়েছেন শেষ পৃষ্ঠার পর সংশ্লিষ্ট সূত্রে জানা গেছে এ বিষয়ে স্থানীয় প্রশাসনের পক্ষ থেকে প্রয়োজনীয় ব্যবস্থা নেওয়া হয়েছে এবং পরিস্থিতি স্বাভাবিক রাখতে সব ধরনের উদ্যোগ অব্যাহত রয়েছে বলে কর্মকর্তারা জানিয়েছেন পরবর্তী সিদ্ধান্তের জন্য সংশ্লিষ্ট মহল অপেক্ষা করছে এবং এলাকাবাসী দ্রুত সমাধানের দাবি জানিয়েছেন শেষ পৃষ্ঠার পর সংশ্লিষ্ট সূত্রে জানা গেছে এ বিষয়ে স্থানীয় প্রশাসনের পক্ষ থেকে প্রয়োজনীয় ব্যবস্থা নেওয়া হয়েছে এবং পরিস্থিতি স্বাভাবিক রাখতে সব ধরনের উদ্যোগ অব্যাহত রয়েছে বলে কর্মকর্তারা জানিয়েছেন পরবর্তী সিদ্ধান্তের জন্য সংশ্লিষ্ট মহল অপেক্ষা করছে এবং এলাকাবাসী দ্রুত সমাধানের দাবি জানিয়েছেন শেষ পৃষ্ঠার পর সংশ্লিষ্ট সূত্রে জানা গেছে এ বিষয়ে স্থানীয় প্রশাসনের পক্ষ থেকে প্রয়োজনীয় ব্যবস্থা নেওয়া হয়েছে এবং পরিস্থিতি স্বাভাবিক রাখতে সব ধরনের উদ্যোগ অব্যাহত রয়েছে বলে কর্মকর্তারা জানিয়েছেন পরবর্তী সিদ্ধান্তের জন্য সংশ্লিষ্ট মহল অপেক্ষা করছে এবং এলাকাবাসী দ্রুত সমাধানের দাবি জানিয়েছেন শেষ পৃষ্ঠার পর সংশ্লিষ্ট সূত্রে জানা গেছে এ বিষয়ে স্থানীয় প্রশাসনের পক্ষ থেকে প্রয়োজনীয় ব্যবস্থা নেওয়া হয়েছে এবং পরিস্থিতি স্বাভাবিক রাখতে সব ধরনের উদ্যোগ অব্যাহত রয়েছে বলে কর্মকর্তারা জানিয়েছেন পরবর্তী সিদ্ধান্তের জন্য সংশ্লিষ্ট মহল অপেক্ষা করছে এবং এলাকাবাসী দ্রুত সমাধানের দাবি জানিয়েছেন শেষ পৃষ্ঠার পর সংশ্লিষ্ট সূত্রে জানা গেছে এ বিষয়ে স্থানীয় প্রশাসনের পক্ষ থেকে প্রয়োজনীয় ব্যবস্থা নেওয়া হয়েছে এবং পরিস্থিতি স্বাভাবিক রাখতে সব ধরনের উদ্যোগ অব্যাহত রয়েছে বলে কর্মকর্তারা জানিয়েছেন পরবর্তী সিদ্ধান্তের জন্য সংশ্লিষ্ট মহল অপেক্ষা করছে এবং এলাকাবাসী দ্রুত সমাধানের দাবি জানিয়েছেন শেষ পৃষ্ঠার পর সংশ্লিষ্ট সূত্রে জানা গেছে এ বিষয়ে স্থানীয় প্রশাসনের পক্ষ থেকে প্রয়োজনীয় ব্যবস্থা নেওয়া হয়েছে এবং পরিস্থিতি স্বাভাবিক রাখতে সব ধরনের উদ্যোগ অব্যাহত রয়েছে বলে কর্মকর্তারা জানিয়েছেন পরবর্তী সিদ্ধান্তের জন্য সংশ্লিষ্ট মহল অপেক্ষা করছে এবং এলাকাবাসী দ্রুত সমাধানের দাবি জানিয়েছেন শেষ পৃষ্ঠার পর সংশ্লিষ্ট সূত্রে জানা গেছে এ বিষয়ে স্থানীয় প্রশাসনের পক্ষ থেকে প্রয়োজনীয় ব্যবস্থা নেওয়া হয়েছে এবং পরিস্থিতি স্বাভাবিক রাখতে সব ধরনের উদ্যোগ অব্যাহত রয়েছে বলে কর্মকর্তারা জানিয়েছেন পরবর্তী সিদ্ধান্তের জন্য সংশ্লিষ্ট মহল অপেক্ষা করছে এবং এলাকাবাসী দ্রুত সমাধানের দাবি জানিয়েছেন শেষ পৃষ্ঠার পর সংশ্লিষ্ট সূত্রে জানা গেছে এ বিষয়ে স্থানীয় প্রশাসনের পক্ষ থেকে প্রয়োজনীয় ব্যবস্থা নেওয়া হয়েছে এবং পরিস্থিতি স্বাভাবিক রাখতে সব ধরনের উদ্যোগ অব্যাহত রয়েছে বলে কর্মকর্তারা জানিয়েছেন পরবর্তী সিদ্ধান্তের জন্য সংশ্লিষ্ট মহল অপেক্ষা করছে এবং এলাকাবাসী দ্রুত সমাধানের দাবি জানিয়েছেন শেষ পৃষ্ঠার পর সংশ্লিষ্ট সূত্রে জানা গেছে এ বিষয়ে স্থানীয় প্রশাসনের পক্ষ থেকে প্রয়োজনীয় ব্যবস্থা নেওয়া হয়েছে এবং পরিস্থিতি স্বাভাবিক রাখতে সব ধরনের উদ্যোগ অব্যাহত রয়েছে বলে কর্মকর্তারা জানিয়েছেন পরবর্তী সিদ্ধান্তের জন্য সংশ্লিষ্ট মহল অপেক্ষা করছে এবং এলাকাবাসী দ্রুত সমাধানের দাবি জানিয়েছেন শেষ পৃষ্ঠার পর সংশ্লিষ্ট সূত্রে জানা গেছে এ বিষয়ে স্থানীয় প্রশাসনের পক্ষ থেকে প্রয়োজনীয় ব্যবস্থা নেওয়া হয়েছে এবং পরিস্থিতি স্বাভাবিক রাখতে সব ধরনের উদ্যোগ অব্যাহত রয়েছে বলে কর্মকর্তারা জানিয়েছেন পরবর্তী সিদ্ধান্তের জন্য সংশ্লিষ্ট মহল অপেক্ষা করছে এবং এলাকাবাসী দ্রুত সমাধানের দাবি জানিয়েছেন শেষ পৃষ্ঠার পর সংশ্লিষ্ট সূত্রে জানা (484, 119, 636, 586)
article-headline: একই দিনে গণভোট ঘোষণা (352, 294, 450, 305)
article-byline: দেশ ডেস্ক (166, 61, 184, 67)
article-headline: নির্বাচনের আগে শিক্ষকদের দাবি (24, 223, 138, 234)
article-byline: দেশ ডেস্ক (4, 152, 22, 158)
article (4, 224, 158, 305)
article (4, 138, 158, 217)
article-byline: দেশ ডেস্ক (166, 726, 184, 732)
divider (166, 312, 318, 313)
article-headline: রোবোটিক থেরাপিতে হাঁটার আশা (500, 98, 620, 108)
article-headline: যে পাখি দিনের কাজ (44, 47, 118, 57)
page-number: ৭ (615, 7, 632, 36)
article-byline: দেশ ডেস্ক (166, 437, 184, 443)
article (484, 860, 636, 961)
divider (484, 775, 636, 776)
article-headline: মানুষের ঘুম ভাঙানোই (41, 138, 121, 149)
column-divider (162, 44, 163, 979)
divider (326, 568, 476, 569)
section-title: খবর (594, 10, 616, 24)
article-headline: স্ত্রামে খণ্ডিত মরদেহ উদ্ধারের (193, 627, 291, 638)
article-body: শেষ পৃষ্ঠার পর সংশ্লিষ্ট সূত্রে জানা গেছে এ বিষয়ে স্থানীয় প্রশাসনের পক্ষ থেকে প্রয়োজনীয় ব্যবস্থা নেওয়া হয়েছে এবং পরিস্থিতি স্বাভাবিক রাখতে সব ধরনের উদ্যোগ অব্যাহত রয়েছে বলে কর্মকর্তারা জানিয়েছেন পরবর্তী সিদ্ধান্তের জন্য সংশ্লিষ্ট মহল অপেক্ষা করছে এবং এলাকাবাসী দ্রুত সমাধানের দাবি জানিয়েছেন শেষ পৃষ্ঠার পর সংশ্লিষ্ট সূত্রে জানা গেছে এ বিষয়ে স্থানীয় প্রশাসনের পক্ষ থেকে প্রয়োজনীয় ব্যবস্থা নেওয়া হয়েছে এবং পরিস্থিতি স্বাভাবিক রাখতে সব ধরনের উদ্যোগ অব্যাহত রয়েছে বলে কর্মকর্তারা জানিয়েছেন পরবর্তী সিদ্ধান্তের জন্য সংশ্লিষ্ট মহল অপেক্ষা করছে এবং এলাকাবাসী দ্রুত সমাধানের দাবি জানিয়েছেন শেষ পৃষ্ঠার পর সংশ্লিষ্ট সূত্রে জানা গেছে এ বিষয়ে স্থানীয় প্রশাসনের পক্ষ থেকে প্রয়োজনীয় ব্যবস্থা নেওয়া হয়েছে এবং পরিস্থিতি স্বাভাবিক রাখতে সব ধরনের উদ্যোগ অব্যাহত রয়েছে বলে কর্মকর্তারা জানিয়েছেন পরবর্তী সিদ্ধান্তের জন্য সংশ্লিষ্ট মহল অপেক্ষা করছে এবং এলাকাবাসী দ্রুত সমাধানের দাবি জানিয়েছেন শেষ পৃষ্ঠার পর সংশ্লিষ্ট সূত্রে জানা গেছে এ বিষয়ে স্থানীয় প্রশাসনের পক্ষ থেকে প্রয়োজনীয় ব্যবস্থা নেওয়া হয়েছে এবং পরিস্থিতি স্বাভাবিক (4, 68, 158, 132)
article-byline: দেশ ডেস্ক (484, 607, 502, 613)
article-byline: দেশ ডেস্ক (484, 793, 502, 799)
article-headline: চট্টগ্রাম থেকে নারায়ণগঞ্জ পর্যন্ত পাশাপাশি (172, 422, 312, 433)
article-headline: জনবান্ধ পরিবর্তন, শিশব হারাচ্ছে (186, 711, 298, 722)
article (166, 628, 318, 707)
divider (326, 291, 476, 292)
article-byline: দেশ ডেস্ক (166, 198, 184, 204)
article-byline: দেশ ডেস্ক (166, 330, 184, 336)
divider (166, 709, 318, 710)
masthead-rule (4, 38, 636, 39)
article-body: শেষ পৃষ্ঠার পর সংশ্লিষ্ট সূত্রে জানা গেছে এ বিষয়ে স্থানীয় প্রশাসনের পক্ষ থেকে প্রয়োজনীয় ব্যবস্থা নেওয়া হয়েছে এবং পরিস্থিতি স্বাভাবিক রাখতে সব ধরনের উদ্যোগ অব্যাহত রয়েছে বলে কর্মকর্তারা জানিয়েছেন পরবর্তী সিদ্ধান্তের জন্য সংশ্লিষ্ট মহল অপেক্ষা করছে এবং এলাকাবাসী দ্রুত সমাধানের দাবি জানিয়েছেন শেষ পৃষ্ঠার পর সংশ্লিষ্ট সূত্রে জানা গেছে এ বিষয়ে স্থানীয় প্রশাসনের পক্ষ থেকে প্রয়োজনীয় ব্যবস্থা নেওয়া হয়েছে এবং পরিস্থিতি স্বাভাবিক রাখতে সব ধরনের উদ্যোগ অব্যাহত রয়েছে বলে কর্মকর্তারা জানিয়েছেন পরবর্তী সিদ্ধান্তের জন্য সংশ্লিষ্ট মহল অপেক্ষা করছে এবং এলাকাবাসী দ্রুত সমাধানের দাবি জানিয়েছেন শেষ পৃষ্ঠার পর সংশ্লিষ্ট সূত্রে জানা গেছে এ বিষয়ে স্থানীয় প্রশাসনের পক্ষ থেকে প্রয়োজনীয় ব্যবস্থা নেওয়া হয়েছে এবং পরিস্থিতি স্বাভাবিক রাখতে সব ধরনের উদ্যোগ অব্যাহত রয়েছে বলে কর্মকর্তারা জানিয়েছেন পরবর্তী সিদ্ধান্তের জন্য সংশ্লিষ্ট মহল অপেক্ষা করছে এবং এলাকাবাসী দ্রুত সমাধানের দাবি জানিয়েছেন শেষ পৃষ্ঠার পর সংশ্লিষ্ট সূত্রে জানা গেছে এ বিষ (4, 245, 158, 303)
dateline: শনিবার ১৫ নভেম্বর ২০২৫, ৩০ কার্তিক ১৪৩২ (494, 10, 590, 16)
article-body: শেষ পৃষ্ঠার পর সংশ্লিষ্ট সূত্রে জানা গেছে এ বিষয়ে স্থানীয় প্রশাসনের পক্ষ থেকে প্রয়োজনীয় ব্যবস্থা নেওয়া হয়েছে এবং পরিস্থিতি স্বাভাবিক রাখতে সব ধরনের উদ্যোগ অব্যাহত রয়েছে বলে কর্মকর্তারা জানিয়েছেন পরবর্তী সিদ্ধান্তের জন্য সংশ্লিষ্ট মহল অপেক্ষা করছে এবং এলাকাবাসী দ্রুত সমাধানের দাবি জানিয়েছেন শেষ পৃষ্ঠার পর সংশ্লিষ্ট সূত্রে জানা গেছে এ বিষয়ে স্থানীয় প্রশাসনের পক্ষ থেকে প্রয়োজনীয় ব্যবস্থা নেওয়া হয়েছে এবং পরিস্থিতি স্বাভাবিক রাখতে সব ধরনের উদ্যোগ অব্যাহত রয়েছে বলে কর্মকর্তারা জানিয়েছেন পরবর্তী সিদ্ধান্তের জন্য সংশ্লিষ্ট মহল অপেক্ষা করছে এবং এলাকাবাসী দ্রুত সমাধানের দাবি জানিয়েছেন শেষ পৃষ্ঠার পর সংশ্লিষ্ট সূত্রে জানা গেছে এ বিষয়ে স্থানীয় প্রশাসনের পক্ষ থেকে প্রয়োজনীয় ব্যবস্থা নেওয়া হয়েছে এবং পরিস্থিতি স্বাভাবিক রাখতে সব ধরনের উদ্যোগ অব্যাহত রয়েছে বলে কর্মকর্তারা জানিয়েছেন পরবর্তী সিদ্ধান্তের জন্য সংশ্লিষ্ট মহল অপেক্ষা করছে এবং এলাকাবাসী দ্রুত সমাধানের দাবি জানিয়েছেন শেষ পৃষ্ঠার পর সংশ্লিষ্ট সূত্রে জানা গেছে এ বিষয়ে স্থানীয় প্রশাসনের পক্ষ থেকে প্রয়োজনীয় ব্যবস্থা নেওয়া হয়েছে এবং পরিস্থিতি স্বাভাবিক রাখতে সব ধরনের উদ্যোগ অব্যাহত রয়েছে বলে কর্মকর্তারা জানিয়েছেন পরবর্তী সিদ্ধান্তের জন্য সংশ্লিষ্ট মহল অপেক্ষা করছে এবং এলাকাবাসী দ্রুত সমাধানের দাবি জানিয়েছেন শেষ পৃষ্ঠার পর সংশ্লিষ্ট সূত্রে জানা গেছে এ বিষয়ে স্থানীয় প্রশাসনের পক্ষ থেকে (484, 881, 636, 961)
divider (326, 880, 476, 881)
article-byline: দেশ ডেস্ক (326, 223, 344, 229)
article-headline: ঢাকায় বদ্ধ নিয়ে আত্মীয়দের (350, 572, 452, 583)
divider (166, 419, 318, 420)
article-body: শেষ পৃষ্ঠার পর সংশ্লিষ্ট সূত্রে জানা গেছে এ বিষয়ে স্থানীয় প্রশাসনের পক্ষ থেকে প্রয়োজনীয় ব্যবস্থা নেওয়া হয়েছে এবং পরিস্থিতি স্বাভাবিক রাখতে সব ধরনের উদ্যোগ অব্যাহত রয়েছে বলে কর্মকর্তারা জানিয়েছেন পরবর্তী সিদ্ধান্তের জন্য সংশ্লিষ্ট মহল অপেক্ষা করছে এবং এলাকাবাসী দ্রুত সমাধানের দাবি জানিয়েছেন শেষ পৃষ্ঠার পর সংশ্লিষ্ট সূত্রে জানা গেছে এ বিষয়ে স্থানীয় প্রশাসনের পক্ষ থেকে প্রয়োজনীয় ব্যবস্থা নেওয়া হয়েছে এবং পরিস্থিতি স্বাভাবিক রাখতে সব ধরনের উদ্যোগ অব্যাহত রয়েছে বলে কর্মকর্তারা জানিয়েছেন পরবর্তী সিদ্ধান্তের জন্য সংশ্লিষ্ট মহল অপেক্ষা করছে এবং এলাকাবাসী দ্রুত সমাধানের দাবি জানিয়েছেন শেষ পৃষ্ঠার পর সংশ্লিষ্ট সূত্রে জানা গেছে এ বিষয়ে স্থানীয় প্রশাসনের পক্ষ থেকে প্রয়োজনীয় ব্যবস্থা নেওয়া হয়েছে এবং পরিস্থিতি স্বাভাবিক রাখতে সব ধরনের উদ্যোগ অব্যাহত রয়েছে বলে কর্মকর্তারা জানিয়েছেন পরবর্তী সিদ্ধান্তের জন্য সংশ্লিষ্ট মহল অপেক্ষা করছে এবং এলাকাবাসী দ্রুত সমাধানের দাবি জানিয়েছেন শেষ পৃষ্ঠার পর সংশ্লিষ্ট সূত্রে জানা গেছে এ বিষ (4, 159, 158, 218)
divider (484, 589, 636, 590)
article (166, 423, 318, 622)
article-headline: কেন বজ্রতন্ত্রে শিক্ষক (44, 311, 118, 322)
article (484, 779, 636, 854)
column-3 (326, 44, 476, 979)
column-2 (166, 44, 318, 979)
article-headline: জ্বালানি পরিবর্তন চেয়ে হাইকমান্ডে (181, 47, 303, 57)
divider (484, 94, 636, 95)
article-byline: দেশ ডেস্ক (326, 717, 344, 723)
article-byline: দেশ ডেস্ক (326, 586, 344, 592)
article-headline: মিরপুরের ফুটপাতে শীতের (513, 778, 607, 789)
article (166, 184, 318, 310)
column-divider (480, 44, 481, 979)
article-headline: আগে গণভোট পরে জাতীয় (351, 884, 451, 895)
divider (166, 624, 318, 625)
article-body: শেষ পৃষ্ঠার পর সংশ্লিষ্ট সূত্রে জানা গেছে এ বিষয়ে স্থানীয় প্রশাসনের পক্ষ থেকে প্রয়োজনীয় ব্যবস্থা নেওয়া হয়েছে এবং পরিস্থিতি স্বাভাবিক রাখতে সব ধরনের উদ্যোগ অব্যাহত রয়েছে বলে কর্মকর্তারা জানিয়েছেন পরবর্তী সিদ্ধান্তের জন্য সংশ্লিষ্ট মহল অপেক্ষা করছে এবং এলাকাবাসী দ্রুত সমাধানের দাবি জানিয়েছেন শেষ পৃষ্ঠার পর সংশ্লিষ্ট সূত্রে জানা গেছে এ বিষয়ে স্থানীয় প্রশাসনের পক্ষ থেকে প্রয়োজনীয় ব্যবস্থা নেওয়া হয়েছে এবং পরিস্থিতি স্বাভাবিক রাখতে সব ধরনের উদ্যোগ অব্যাহত রয়েছে বলে কর্মকর্তারা জানিয়েছেন পরবর্তী সিদ্ধান্তের জন্য সংশ্লিষ্ট মহল অপেক্ষা করছে এবং এলাকাবাসী দ্রুত সমাধানের দাবি জানিয়েছেন শেষ পৃষ্ঠার পর সংশ্লিষ্ট সূত্রে জানা গেছে এ বিষয়ে স্থানীয় প্রশাসনের পক্ষ থেকে প্রয়োজনীয় ব্যবস্থা নেওয়া হয়েছে এবং পরিস্থিতি স্বাভাবিক রাখতে সব ধরনের উদ্যোগ অব্যাহত রয়েছে বলে কর্মকর্তারা জানিয়েছেন পরবর্তী সিদ্ধান্তের জন্য সংশ্লিষ্ট মহল অপেক্ষা করছে এবং এলাকাবাসী দ্রুত সমাধানের দাবি জানিয়েছেন শেষ পৃষ্ঠার পর সংশ্লিষ্ট সূত্রে জানা গেছে এ বিষয়ে স্থানীয় প্রশাসনের পক্ষ থেকে প্রয়োজনীয় ব্যবস্থা নেওয়া হয়েছে এবং পরিস্থিতি স্বাভাবিক রাখতে সব ধরনের উদ্যোগ অব্যাহত রয়েছে বলে কর্মকর্তারা (326, 905, 476, 975)
article-body: শেষ পৃষ্ঠার পর সংশ্লিষ্ট সূত্রে জানা গেছে এ বিষয়ে স্থানীয় প্রশাসনের পক্ষ থেকে প্রয়োজনীয় ব্যবস্থা নেওয়া হয়েছে এবং পরিস্থিতি স্বাভাবিক রাখতে সব ধরনের উদ্যোগ অব্যাহত রয়েছে বলে কর্মকর্তারা জানিয়েছেন পরবর্তী সিদ্ধান্তের জন্য সংশ্লিষ্ট মহল অপেক্ষা করছে এবং এলাকাবাসী দ্রুত সমাধানের দাবি জানিয়েছেন শেষ পৃষ্ঠার পর সংশ্লিষ্ট সূত্রে জানা গেছে এ বিষয়ে স্থানীয় প্রশাসনের পক্ষ থেকে প্রয়োজনীয় ব্যবস্থা নেওয়া হয়েছে এবং পরিস্থিতি স্বাভাবিক রাখতে সব ধরনের উদ্যোগ অব্যাহত রয়েছে বলে কর্মকর্তারা জানিয়েছেন পরবর্তী সিদ্ধান্তের জন্য সংশ্লিষ্ট মহল অপেক্ষা করছে এবং এলাকাবাসী দ্রুত সমাধানের দাবি জানিয়েছেন শেষ পৃষ্ঠার পর সংশ্লিষ্ট সূত্রে জানা গেছে এ বিষয়ে স্থানীয় প্রশাসনের পক্ষ থেকে প্রয়োজনীয় ব্যবস্থা নেওয়া হয়েছে এবং পরিস্থিতি স্বাভাবিক রাখতে সব ধরনের উদ্যোগ অব্যাহত রয়েছে বলে কর্মকর্তারা জানিয়েছেন পরবর্তী সিদ্ধান্তের জন্য সংশ্লিষ্ট মহল অপেক্ষা করছে এবং এলাকাবাসী দ্রুত সমাধানের দাবি জানিয়েছেন শেষ পৃষ্ঠার পর সংশ্লিষ্ট সূত্রে জানা গেছে এ বিষয়ে স্থানীয় প্রশাসনের পক্ষ থেকে প্রয়োজনীয় ব্যবস্থা নেওয়া হয়েছে এবং পরিস্থিতি স্বাভাবিক রাখতে সব ধরনের উদ্যোগ অব্যাহত রয়েছে বলে কর্মকর্তারা জানিয়েছেন পরবর্তী সিদ্ধান্তের জন্য সংশ্লিষ্ট মহল অপেক্ষা করছে এবং এলাকাবাসী দ্রুত সমাধানের দাবি জানিয়েছেন শেষ পৃষ্ঠার পর সংশ্লিষ্ট সূত্রে জানা গেছে এ বিষয়ে স্থানীয় প্রশাসনের পক্ষ থেকে প্রয়োজনীয় ব্যবস্থা নেওয়া হয়েছে এবং পরিস্থিতি স্বাভাবিক রাখতে সব ধরনের উদ্যোগ অব্যাহত রয়েছে বলে কর্মকর্তারা জানিয়েছেন পরবর্তী সিদ্ধান্তের জন্য সংশ্লিষ্ট মহল অপেক্ষা করছে এবং এলাকাবাসী দ্রুত সমাধানের দাবি জানিয়েছেন শেষ পৃষ্ঠার পর সংশ্লিষ্ট সূত্রে জানা গেছে এ বিষয়ে স্থানীয় প্রশাসনের পক্ষ থেকে প্রয়োজনীয় ব্যবস্থা নেওয়া হয়েছে এবং পরিস্থিতি স্বাভাবিক রাখতে সব ধরনের উদ্যোগ অব্যাহত রয়েছে বলে কর্মকর্তারা জানিয়েছেন (166, 205, 318, 311)
article (484, 44, 636, 92)
article-headline: চারির ভর্তি নীতিতে বিপাকে (354, 702, 448, 713)
article-body: শেষ পৃষ্ঠার পর সংশ্লিষ্ট সূত্রে জানা গেছে এ বিষয়ে স্থানীয় প্রশাসনের পক্ষ থেকে প্রয়োজনীয় ব্যবস্থা নেওয়া হয়েছে এবং পরিস্থিতি স্বাভাবিক রাখতে সব ধরনের উদ্যোগ অব্যাহত রয়েছে বলে কর্মকর্তারা জানিয়েছেন পরবর্তী সিদ্ধান্তের জন্য সংশ্লিষ্ট মহল অপেক্ষা করছে এবং এলাকাবাসী দ্রুত সমাধানের দাবি জানিয়েছেন শেষ পৃষ্ঠার পর সংশ্লিষ্ট সূত্রে জানা গেছে এ বিষয়ে স্থানীয় প্রশাসনের পক্ষ থেকে প্রয়োজনীয় ব্যবস্থা নেওয়া হয়েছে এবং পরিস্থিতি স্বাভাবিক রাখতে সব ধরনের উদ্যোগ অব্যাহত রয়েছে বলে কর্মকর্তারা জানিয়েছেন পরবর্তী সিদ্ধান্তের জন্য সংশ্লিষ্ট মহল অপেক্ষা করছে এবং এলাকাবাসী দ্রুত সমাধানের দাবি জানিয়েছেন শেষ পৃষ্ঠার পর সংশ্লিষ্ট সূত্রে জানা গেছে এ বিষয়ে স্থানীয় প্রশাসনের পক্ষ থেকে প্রয়োজনীয় ব্যবস্থা নেওয়া হয়েছে এবং পরিস্থিতি স্বাভাবিক রাখতে সব ধরনের উদ্যোগ অব্যাহত রয়েছে বলে কর্মকর্তারা জানিয়েছেন পরবর্তী সিদ্ধান্তের জন্য সংশ্লিষ্ট মহল অপেক্ষা করছে এবং এলাকাবাসী দ্রুত সমাধানের দাবি জানিয়েছেন শেষ পৃষ্ঠার পর সংশ্লিষ্ট সূত্রে জানা গেছে এ বিষয়ে স্থানীয় প্রশাসনের পক্ষ থেকে প্রয়োজনীয় ব্যবস্থা নেওয়া হয়েছে এবং পরিস্থিতি স্বাভাবিক রাখতে সব ধরনের উদ্যোগ অব্যাহত রয়েছে বলে কর্মকর্তারা জানিয়েছেন পরবর্তী সিদ্ধান্তের জন্য সংশ্লিষ্ট মহল অপেক্ষা করছে এবং এলাকাবাসী দ্রুত সমাধানের দাবি জানিয়েছেন শেষ পৃষ্ঠার পর সংশ্লিষ্ট সূত্রে জানা গেছে এ বিষয়ে স্থানীয় প্রশাসনের পক্ষ থেকে প্রয়োজনীয় ব্যবস্থা নেওয়া হয়েছে এবং পরিস্থিতি স্বাভাবিক রাখতে সব ধরনের উদ্যোগ অব্যাহত রয়েছে বলে কর্মকর্তারা জানিয়েছেন পরবর্তী সিদ্ধান্তের জন্য সংশ্লিষ্ট মহল অপেক্ষা করছে এবং এলাকাবাসী দ্রুত সমাধানের দাবি জানিয়েছেন শেষ পৃষ্ঠার পর সংশ্লিষ্ট সূত্রে জানা গেছে এ বিষয়ে স্থানীয় প্রশাসনের পক্ষ থেকে প্রয়োজনীয় ব্যবস্থা নেওয়া হয়েছে এবং পরিস্থিতি স্বাভাবিক রাখতে সব ধরনের উদ্যোগ অব্যাহত রয়েছে বলে কর্মকর্তারা জানিয়েছেন পরবর্তী সিদ্ধান্তের জন্য সংশ্লিষ্ট মহল অপেক্ষা করছে এবং এলাকাবাসী দ্রুত সমাধানের দাবি জানিয়েছেন শেষ পৃষ্ঠার পর সংশ্লিষ্ট সূত্রে জানা গেছে এ বিষয়ে স্থানীয় প্রশাসনের পক্ষ থেকে প্রয়োজনীয় ব্যবস্থা নেওয়া হয়েছে এবং পরিস্থিতি স্বাভাবিক রাখতে সব ধরনের উদ্যোগ অব্যাহত রয়েছে বলে কর্মকর্তারা জানিয়েছেন পরবর্তী সিদ্ধান্তের জন্য সংশ্লিষ্ট মহল অপেক্ষা করছে এবং এলাকাবাসী দ্রুত সমাধানের দাবি জানিয়েছেন শেষ পৃষ্ঠার পর সংশ্লিষ্ট সূত্রে জানা গেছে এ বিষয়ে স্থানীয় প্রশাসনের পক্ষ থেকে প্রয়োজনীয় ব্যবস্থা নেওয়া হয়েছে এবং পরিস্থিতি স্বাভাবিক রাখতে সব ধরনের উদ্যোগ অব্যাহত রয়েছে বলে কর্মকর্তারা জানিয়েছেন পরবর্তী সিদ্ধান্তের জন্য সংশ্লিষ্ট মহল অপেক্ষা করছে এবং এলাকাবাসী দ্রুত সমাধানের দাবি জানিয়েছেন শেষ পৃষ্ঠার পর সংশ্লিষ্ট সূত্রে জানা গেছে এ বিষয়ে স্থানীয় প্রশাসনের পক্ষ থেকে প্রয়োজনীয় ব্যবস্থা নেওয়া হয়েছে (326, 44, 476, 203)
article-body: শেষ পৃষ্ঠার পর সংশ্লিষ্ট সূত্রে জানা গেছে এ বিষয়ে স্থানীয় প্রশাসনের পক্ষ থেকে প্রয়োজনীয় ব্যবস্থা নেওয়া হয়েছে এবং পরিস্থিতি স্বাভাবিক রাখতে সব ধরনের উদ্যোগ অব্যাহত রয়েছে বলে কর্মকর্তারা জানিয়েছেন পরবর্তী সিদ্ধান্তের জন্য সংশ্লিষ্ট মহল অপেক্ষা করছে এবং এলাকাবাসী দ্রুত সমাধানের দাবি জানিয়েছেন শেষ পৃষ্ঠার পর সংশ্লিষ্ট সূত্রে জানা গেছে এ বিষয়ে স্থানীয় প্রশাসনের পক্ষ থেকে প্রয়োজনীয় ব্যবস্থা নেওয়া হয়েছে এবং পরিস্থিতি স্বাভাবিক রাখতে সব ধরনের উদ্যোগ অব্যাহত রয়েছে বলে কর্মকর্তারা জানিয়েছেন পরবর্তী সিদ্ধান্তের জন্য সংশ্লিষ্ট মহল অপেক্ষা করছে এবং এলাকাবাসী দ্রুত সমাধানের দাবি জানিয়েছেন শেষ পৃষ্ঠার পর সংশ্লিষ্ট সূত্রে জানা গেছে এ বিষয়ে স্থানীয় প্রশাসনের পক্ষ থেকে প্রয়োজনীয় ব্যবস্থা নেওয়া হয়েছে এবং পরিস্থিতি স্বাভাবিক রাখতে সব ধরনের উদ্যোগ অব্যাহত রয়েছে বলে কর্মকর্তারা জানিয়েছেন পরবর্তী সিদ্ধান্তের জন্য সংশ্লিষ্ট মহল অপেক্ষা করছে এবং এলাকাবাসী দ্রুত সমাধানের দাবি জানিয়েছেন শেষ পৃষ্ঠার পর সংশ্লিষ্ট সূত্রে জানা গেছে এ বিষয়ে স্থানীয় প্রশাসনের পক্ষ থেকে প্রয়োজনীয় ব্যবস্থা নেওয়া হয়েছে এবং পরিস্থিতি স্বাভাবিক রাখতে সব ধরনের উদ্যোগ অব্যাহত রয়েছে বলে কর্মকর্তারা জানিয়েছেন পরবর্তী সিদ্ধান্তের জন্য সংশ্লিষ্ট মহল অপেক্ষা করছে এবং এলাকাবাসী দ্রুত সমাধানের দাবি জানিয়েছেন শেষ পৃষ্ঠার পর সংশ্লিষ্ট সূত্রে জানা গেছে এ বিষয়ে স্থানীয় প্রশাসনের পক্ষ থেকে প্রয়োজনীয় ব্যবস্থা নেওয়া হয়েছে এবং পরিস্থিতি স্বাভাবিক রাখতে সব ধরনের উদ্যোগ অব্যাহত রয়েছে বলে কর্মকর্তারা জানিয়েছেন পরবর্তী সিদ্ধান্তের জন্য সংশ্লিষ্ট মহল অপেক্ষা করছে এবং এলাকাবাসী দ্রুত সমাধানের দাবি জানিয়েছেন শেষ পৃষ্ঠার পর সংশ্লিষ্ট সূত্রে জানা গেছে এ বিষয়ে স্থানীয় প্রশাসনের পক্ষ থেকে প্রয়োজনীয় ব্যবস্থা নেওয়া হয়েছে এবং পরিস্থিতি স্বাভাবিক রাখতে সব ধরনের উদ্যোগ অব্যাহত রয়েছে বলে কর্মকর্তারা জানিয়েছেন পরবর্তী সিদ্ধান্তের জন্য সংশ্লিষ্ট মহল অপেক্ষা করছে এবং এলাকাবাসী দ্রুত সমাধানের দাবি জানিয়েছেন শেষ পৃষ্ঠার পর সংশ্লিষ্ট সূত্রে জানা গেছে এ বিষয়ে স্থানীয় প্রশাসনের পক্ষ থেকে প্রয়োজনীয় ব্যবস্থা নেওয়া হয়েছে এবং পরিস্থিতি স্বাভাবিক রাখতে সব ধরনের উদ্যোগ অব্যাহত রয়েছে বলে কর্মকর্তারা জানিয়েছেন পরবর্তী সিদ্ধান্তের জন্য সংশ্লিষ্ট মহল অপেক্ষা করছে এবং এলাকাবাসী দ্রুত সমাধানের দাবি জানিয়েছেন শেষ পৃষ্ঠার পর সংশ্লিষ্ট সূত্রে জানা গেছে এ বিষয়ে স্থানীয় প্রশাসনের পক্ষ থেকে প্রয়োজনীয় ব্যবস্থা নেওয়া হয়েছে এবং পরিস্থিতি স্বাভাবিক রাখতে সব ধরনের উদ্যোগ অব্যাহত রয়েছে বলে কর্মকর্তারা জানিয়েছেন পরবর্তী সিদ্ধান্তের জন্য সংশ্লিষ্ট মহল অপেক্ষা করছে এবং এলাকাবাসী দ্রুত সমাধানের দাবি জানিয়েছেন শেষ পৃষ্ঠার পর সংশ্লিষ্ট সূত্রে জানা গেছে এ বিষয়ে স্থানীয় প্রশাসনের পক্ষ থেকে প্রয়োজনীয় ব্যবস্থা নেওয়া হয়েছে এবং পরিস্থিতি স্বাভাবিক রাখতে সব ধরনের উদ্যোগ অব্যাহত রয়েছে বলে কর্মকর্তারা জানিয়েছেন পরবর্তী সিদ্ধান্তের জন্য সংশ্লিষ্ট মহল অপেক্ষা করছে এবং এলাকাবাসী দ্রুত সমাধানের দাবি জানিয়েছেন শেষ পৃষ্ঠার পর সংশ্লিষ্ট সূত্রে জানা গেছে এ বিষয়ে স্থানীয় প্রশাসনের পক্ষ থেকে প্রয়োজনীয় ব্যবস্থা নেওয়া হয়েছে এবং পরিস্থিতি স্বাভাবিক রাখতে সব ধরনের উদ্যোগ অব্যাহত রয়েছে বলে কর্মকর্তারা জানিয়েছেন পরবর্তী সিদ্ধান্তের জন্য সংশ্লিষ্ট মহল অপেক্ষা করছে এবং এলাকাবাসী দ্রুত সমাধানের দাবি জানিয়েছেন শেষ পৃষ্ঠার পর সংশ্লিষ্ট সূত্রে জানা গেছে এ বিষয়ে স্থানীয় প্রশাসনের পক্ষ থেকে প্রয়োজনীয় ব্যবস্থা নেওয়া হয়েছে এবং পরিস্থিতি স্বাভাবিক রাখতে সব ধরনের উদ্যোগ অব্যাহত রয়েছে বলে কর্মকর্তারা জানিয়েছেন পরবর্তী সিদ্ধান্তের জন্য সংশ্লিষ্ট মহল অপেক্ষা করছে এবং এলাকাবাসী দ্রুত সমাধানের দাবি জানিয়েছেন শেষ পৃষ্ঠার পর সংশ্লিষ্ট সূত্রে জানা গেছে এ বিষয়ে স্থানীয় প্রশাসনের পক্ষ থেকে প্রয়োজনীয় ব্যবস্থা নেওয়া হয়েছে এবং পরিস্থিতি স্বাভাবিক রাখতে সব ধরনের উদ্যোগ অব্যাহত রয়েছে বলে কর্মকর্তারা জানিয়েছেন পরবর্তী সিদ্ধান্তের জন্য সংশ্লিষ্ট মহল অপেক্ষা করছে এবং এলাকাবাসী দ্রুত সমাধানের দাবি জানিয়েছেন শেষ পৃষ্ঠার পর সংশ্লিষ্ট সূত্রে জানা গেছে এ বিষয়ে স্থানীয় প্রশাসনের পক্ষ থেকে প্রয়োজনীয় ব্যবস্থা নেওয়া হয়েছে এবং পরিস্থিতি স্বাভাবিক রাখতে সব ধরনের উদ্যোগ অব্যাহত রয়েছে বলে কর্মকর্তারা জানিয়েছেন পরবর্তী সিদ্ধান্তের জন্য সংশ্লিষ্ট মহল অপেক্ষা করছে এবং এলাকাবাসী দ্রুত সমাধানের দাবি জানিয়েছেন শেষ পৃষ্ঠার পর সংশ্লিষ্ট (326, 316, 476, 565)
article-headline: বিচারকদের দুই দাবি না মানলে (506, 593, 614, 604)
article-headline: মাতৃভাষার বাদানের শিক্ষার সালমা (344, 209, 458, 219)
article-byline: দেশ ডেস্ক (4, 61, 22, 67)
article (326, 884, 476, 975)
article-body: শেষ পৃষ্ঠার পর সংশ্লিষ্ট সূত্রে জানা গেছে এ বিষয়ে স্থানীয় প্রশাসনের পক্ষ থেকে প্রয়োজনীয় ব্যবস্থা নেওয়া হয়েছে এবং পরিস্থিতি স্বাভাবিক রাখতে সব ধরনের উদ্যোগ অব্যাহত রয়েছে বলে কর্মকর্তারা জানিয়েছেন পরবর্তী সিদ্ধান্তের জন্য সংশ্লিষ্ট মহল অপেক্ষা করছে এবং এলাকাবাসী দ্রুত সমাধানের দাবি জানিয়েছেন শেষ পৃষ্ঠার পর সংশ্লিষ্ট সূত্রে জানা গেছে এ বিষয়ে স্থানীয় প্রশাসনের পক্ষ থেকে প্রয়োজনীয় ব্যবস্থা নেওয়া হয়েছে এবং পরিস্থিতি স্বাভাবিক রাখতে সব ধরনের উদ্যোগ অব্যাহত রয়েছে বলে কর্মকর্তারা জানিয়েছেন পরবর্তী সিদ্ধান্তের জন্য সংশ্লিষ্ট মহল অপেক্ষা করছে এবং এলাকাবাসী দ্রুত সমাধানের দাবি জানিয়েছেন শেষ পৃষ্ঠার পর সংশ্লিষ্ট সূত্রে জানা গেছে এ বিষয়ে স্থানীয় প্রশাসনের পক্ষ থেকে প্রয়োজনীয় ব্যবস্থা নেওয়া হয়েছে এবং পরিস্থিতি স্বাভাবিক রাখতে সব ধরনের উদ্যোগ অব্যাহত রয়েছে বলে কর্মকর্তারা জানিয়েছেন পরবর্তী সিদ্ধান্তের জন্য সংশ্লিষ্ট মহল অপেক্ষা করছে এবং এলাকাবাসী দ্রুত সমাধানের দাবি জানিয়েছেন শেষ পৃষ্ঠার পর সংশ্লিষ্ট সূত্রে জানা গেছে এ বিষয়ে স্থানীয় প্রশাসনের পক্ষ থেকে প্রয়োজনীয় ব্যবস্থা নেওয়া হয়েছে এবং পরিস্থিতি স্বাভাবিক রাখতে সব ধরনের উদ্যোগ অব্যাহত রয়েছে বলে কর্মকর্তারা জানিয়েছেন পরবর্তী সিদ্ধান্তের জন্য সংশ্লিষ্ট মহল অপেক্ষা করছে এবং এলাকাবাসী দ্রুত সমাধানের দাবি জানিয়েছেন শেষ পৃষ্ঠার পর সংশ্লিষ্ট সূত্রে জানা গেছে এ বিষয়ে স্থানীয় প্রশাসনের পক্ষ থেকে প্রয়োজনীয় ব্যবস্থা নেওয়া হয়েছে এবং পরিস্থিতি স্বাভাবিক রাখতে সব ধরনের উদ্যোগ অব্যাহত রয়েছে বলে কর্মকর্তারা জানিয়েছেন পরবর্তী সিদ্ধান্তের জন্য সংশ্লিষ্ট মহল অপেক্ষা করছে এবং এলাকাবাসী দ্রুত সমাধানের দাবি জানিয়েছেন শেষ পৃষ্ঠার পর সংশ্লিষ্ট সূত্রে জানা গেছে এ বিষয়ে স্থানীয় প্রশাসনের পক্ষ থেকে প্রয়োজনীয় ব্যবস্থা নেওয়া হয়েছে এবং পরিস্থিতি স্বাভাবিক রাখতে সব ধরনের উদ্যোগ অব্যাহত রয়েছে (326, 593, 476, 698)
divider (4, 134, 158, 135)
